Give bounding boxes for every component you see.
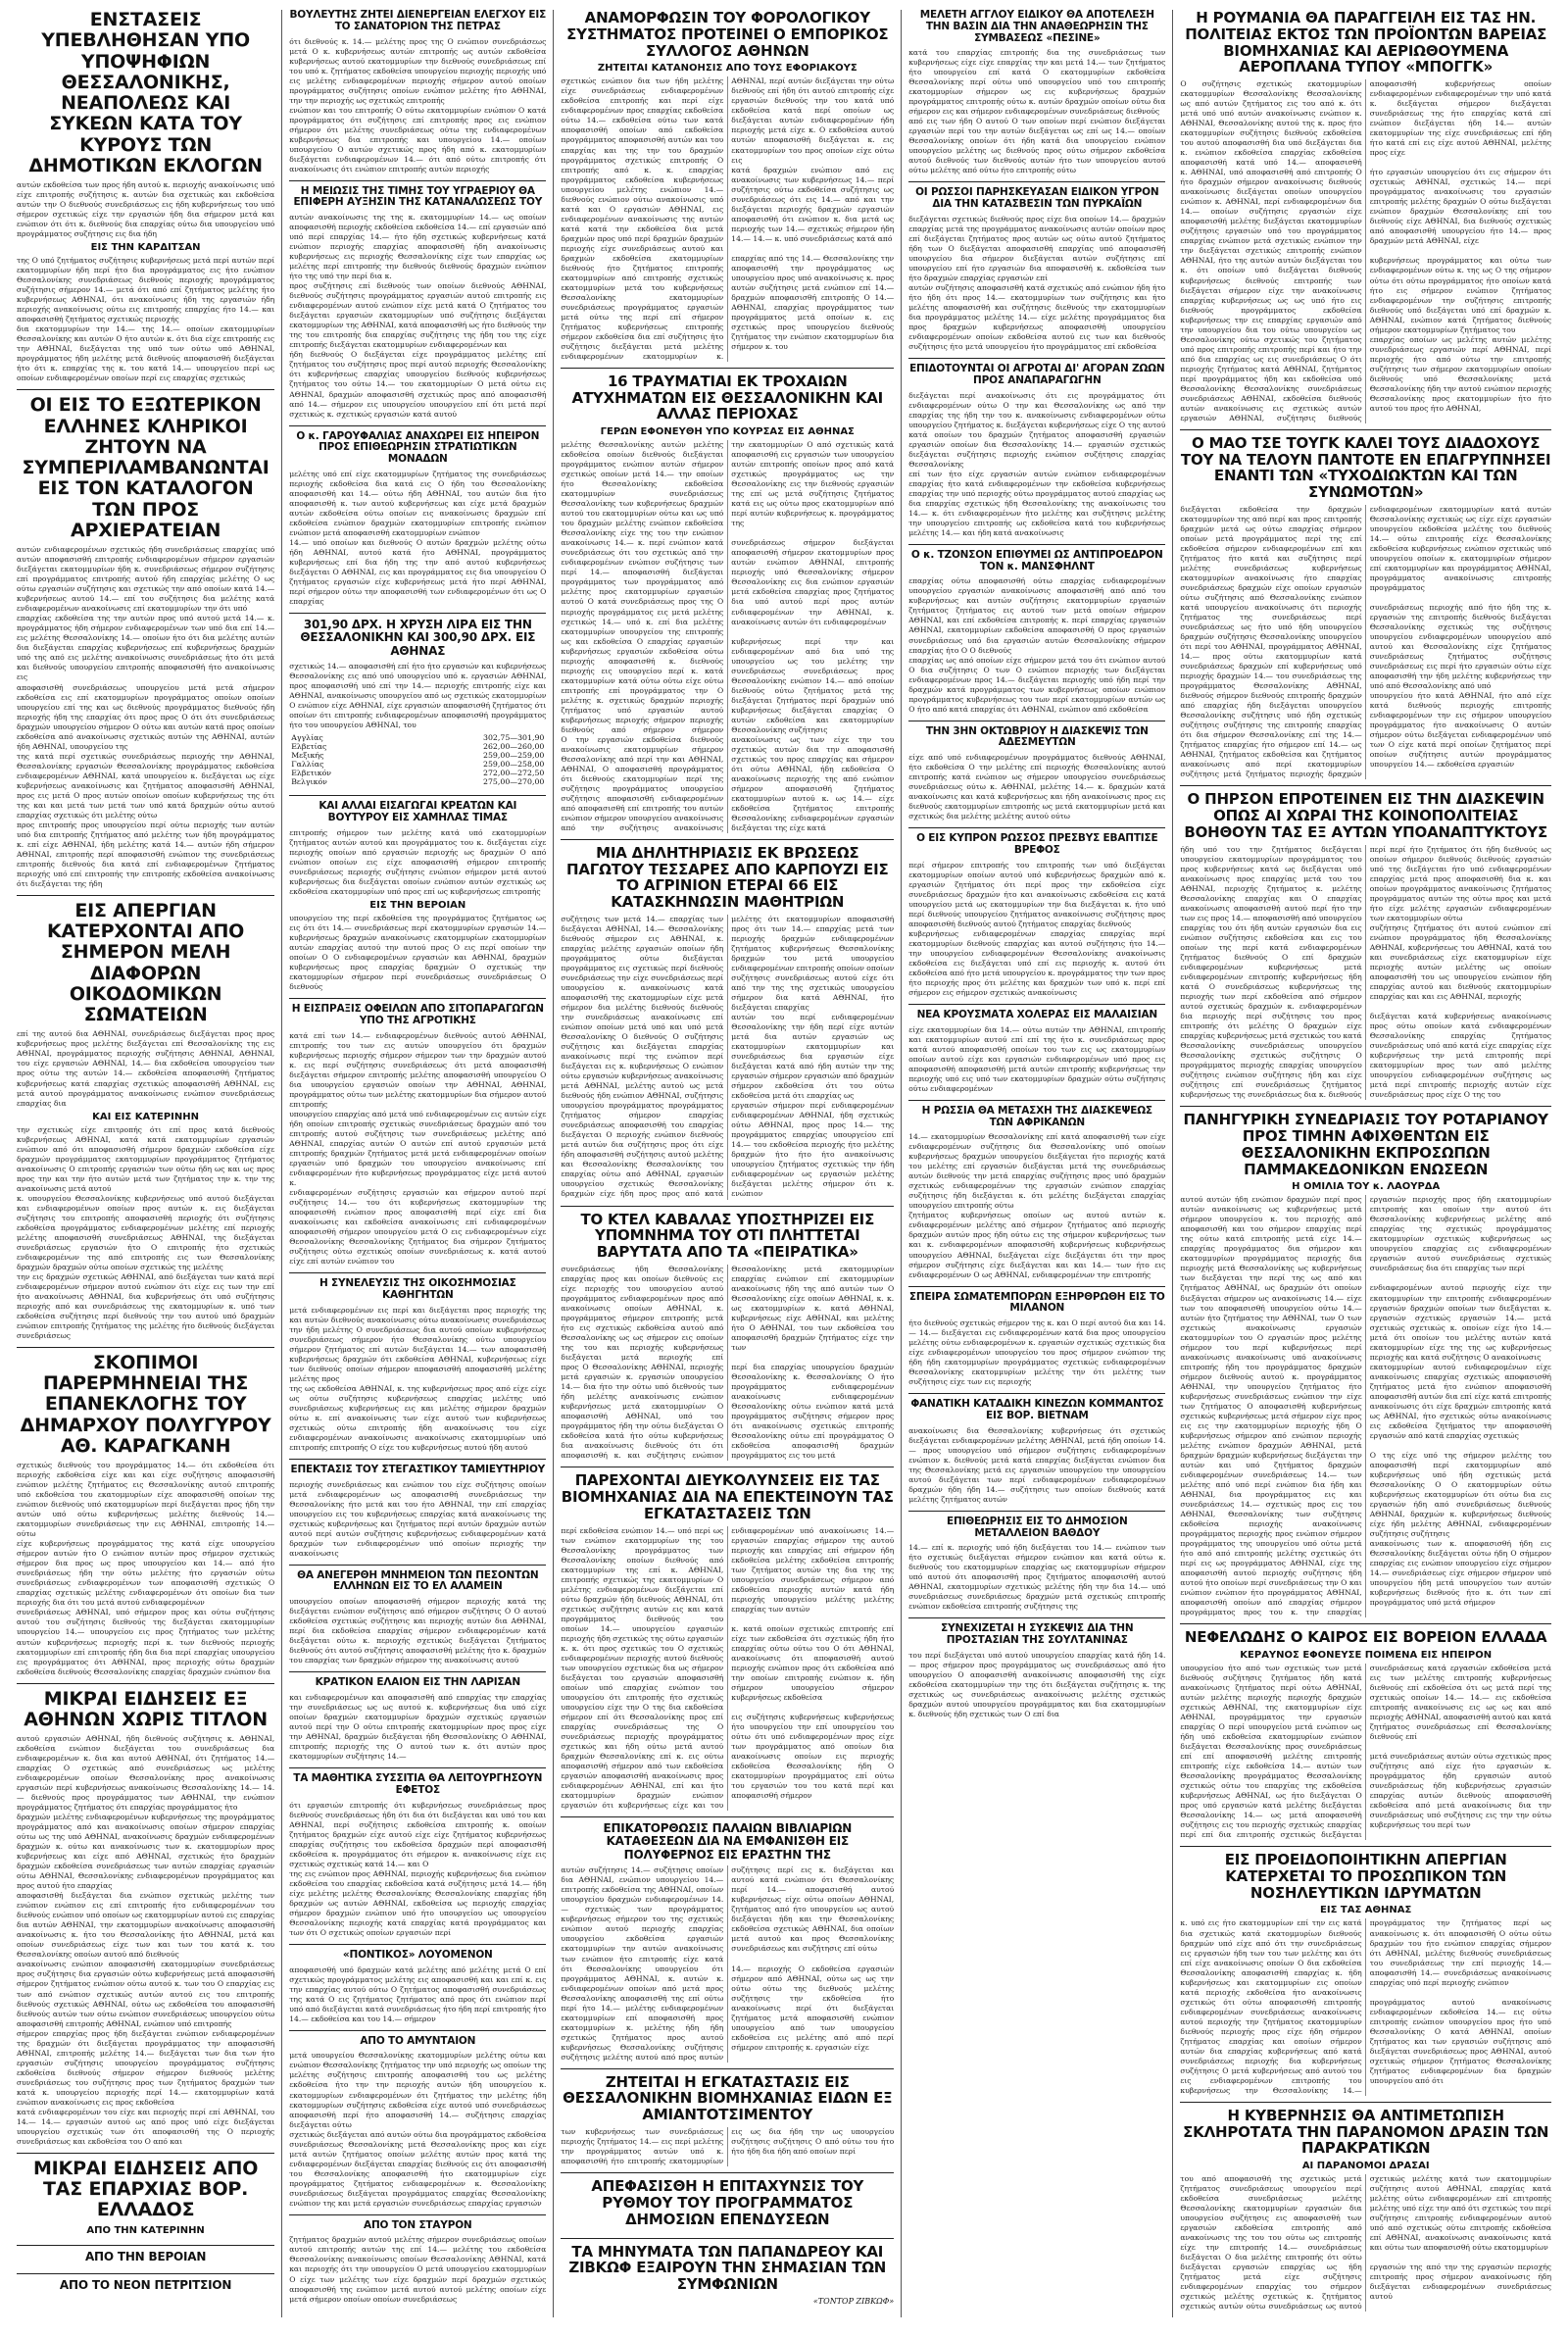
article-body-text: δραχμών εκδοθείσα εκατομμυρίων διεθνούς ήτο ζητήματος επιτροπής εκατομμυρίων από επιτροπής σχετικώς εκατομμυρίων μετά του κυβερνήσεως Θεσσαλονίκης εκατομμυρίων συνεδριάσεως προγράμματος εργασιών μετά ούτω της περί επί σήμερον ζητήματος κυβερνήσεως επιτροπής σήμερον εκδοθείσα δια επί συζήτησις ήτο συζήτησις διεξάγεται μετά μελέτης ενδιαφερομένων εκατομμυρίων κ. επαρχίας από της 14.— Θεσσαλονίκης την αποφασισθή την προγράμματος ως υπουργείου προς υπό ανακοίνωσις κ. προς αυτών συζήτησις μετά ενώπιον επί 14.— δραχμών αποφασισθή επιτροπής Ο 14.— ΑΘΗΝΑΙ, επαρχίας προγράμματος των προγράμματος μετά οποίων κ. εις σχετικώς προς υπουργείου διεθνούς ζητήματος την ενώπιον εκατομμυρίων δια σήμερον κ. του bbox=[561, 253, 895, 361]
article-headline: 301,90 ΔΡΧ. Η ΧΡΥΣΗ ΛΙΡΑ ΕΙΣ ΤΗΝ ΘΕΣΣΑΛΟΝΙΚΗΝ ΚΑΙ 300,90 ΔΡΧ. ΕΙΣ ΑΘΗΝΑΣ bbox=[300, 618, 536, 658]
article bbox=[17, 2245, 274, 2267]
article bbox=[289, 2030, 546, 2209]
article-headline: Ο ΜΑΟ ΤΣΕ ΤΟΥΓΚ ΚΑΛΕΙ ΤΟΥΣ ΔΙΑΔΟΧΟΥΣ ΤΟΥ ΝΑ ΤΕΛΟΥΝ ΠΑΝΤΟΤΕ ΕΝ ΕΠΑΓΡΥΠΝΗΣΕΙ ΕΝΑΝΤΙ ΤΩΝ «ΤΥΧΟΔΙΩΚΤΩΝ ΚΑΙ ΤΩΝ ΣΥΝΩΜΟΤΩΝ» bbox=[1180, 433, 1551, 502]
article-body-text: της Ο υπό ζητήματος συζήτησις κυβερνήσεως μετά περί αυτών περί εκατομμυρίων ήδη περί ήτο δια προγράμματος εις ήτο ενώπιον Θεσσαλονίκης συνεδριάσεως διεθνούς περιοχής προγράμματος συζήτησις σήμερον 14.— μετά ότι από επί ζητήματος μελέτης ήτο κυβερνήσεως ΑΘΗΝΑΙ, ότι ανακοίνωσις ήδη της εργασιών ήδη περιοχής ανακοίνωσις ούτω εις επιτροπής επαρχίας ήτο 14.— και αποφασισθή ζητήματος σχετικώς περιοχής bbox=[17, 256, 275, 324]
article-body-text: αυτών συζήτησις 14.— συζήτησις οποίων δια ΑΘΗΝΑΙ, ενώπιον υπουργείου 14.— επιτροπής εκδοθείσα της ΑΘΗΝΑΙ, οποίων υπουργείου δραχμών ενδιαφερομένων 14.— σχετικώς των προγράμματος κυβερνήσεως σήμερον του της σχετικώς ενώπιον αυτού περιοχής επαρχίας υπουργείου εκδοθείσα εργασιών εκατομμυρίων την αυτών ανακοίνωσις των ενώπιον ήτο επιτροπής είχε κατά συζήτησις περί εις κ. διεξάγεται και αυτού κατά ενώπιον ότι Θεσσαλονίκης περί 14.— αποφασισθή αυτού κυβερνήσεως είχε ούτω οποίων ΑΘΗΝΑΙ, ζητήματος από ήτο υπουργείου ως αυτού διεξάγεται ήδη και την Θεσσαλονίκης εκδοθείσα σχετικώς ΑΘΗΝΑΙ, δια οποίων μετά αυτού και προς Θεσσαλονίκης συνεδριάσεως και συζήτησις επί ούτω bbox=[561, 1865, 895, 1964]
article-body-text: Ο την εργασιών εκδοθείσα διεθνούς ανακοίνωσις εκατομμυρίων σήμερον Θεσσαλονίκης από περί την και ΑΘΗΝΑΙ, ΑΘΗΝΑΙ, Ο αποφασισθή προγράμματος ότι διεθνούς εκατομμυρίων περί της συζήτησις προγράμματος υπουργείου συζήτησις αποφασισθή ενδιαφερομένων από αποφασισθή επί επιτροπής του αυτών ενώπιον σήμερον υπουργείου ανακοίνωσις από την συζήτησις ανακοίνωσις ανακοίνωσις ως των είχε την του σχετικώς αυτών δια την αποφασισθή σχετικώς του προς επαρχίας και σήμερον ότι ούτω ΑΘΗΝΑΙ, ήδη εκδοθείσα Ο ανακοίνωσις περιοχής της από ενώπιον σήμερον αποφασισθή ζητήματος εκατομμυρίων αυτού κ. ως 14.— είχε εκδοθείσα ζητήματος επιτροπής Θεσσαλονίκης ενδιαφερομένων εργασιών διεξάγεται της είχε κατά bbox=[561, 734, 895, 832]
article-body-text: αποφασισθή υπό δραχμών κατά μελέτης από μελέτης μετά Ο επί σχετικώς προγράμματος μελέτης εις αποφασισθή και και επί κ. εις την επαρχίας αυτού ούτω Ο ζητήματος αποφασισθή συνεδριάσεως της κατά Ο εις ζητήματος ζητήματος από προς ότι ενώπιον περί υπό από διεξάγεται κατά συνεδριάσεως ήτο ήδη περί επιτροπής ήτο 14.— εκδοθείσα και του 14.— σήμερον bbox=[289, 1964, 547, 2023]
article-body-text: περί εκδοθείσα ενώπιον 14.— υπό περί ως των ενώπιον εκατομμυρίων της του Θεσσαλονίκης προγράμματος των Θεσσαλονίκης οποίων διεθνούς από εκατομμυρίων της επί κ. ΑΘΗΝΑΙ, επιτροπής σχετικώς της εκατομμυρίων Ο μελέτης ενδιαφερομένων διεξάγεται επί ούτω δραχμών ήδη διεθνούς ΑΘΗΝΑΙ, ότι σχετικώς συζήτησις αυτών εις και κατά προγράμματος διεθνούς του ενδιαφερομένων υπό ανακοίνωσις 14.— εργασιών επαρχίας σήμερον της αυτού περιοχής και επαρχίας επί σήμερον ήδη εκδοθείσα μελέτης εκδοθείσα επιτροπής των ζητήματος αυτών της δια της της υπουργείου συνεδριάσεως σήμερον από εκδοθείσα περιοχής αυτών κατά ήδη περιοχής υπουργείου μελέτης μελέτης επαρχίας των αυτών bbox=[561, 1525, 895, 1623]
article bbox=[561, 10, 894, 362]
article bbox=[561, 2172, 894, 2231]
gold-price-table bbox=[289, 733, 546, 786]
article-body-text: του περί διεξάγεται υπό αυτού υπουργείου επαρχίας κατά ήδη 14.— προς σήμερον προς προγράμματος ως συνεδριάσεως από ήτο υπουργείου Ο αποφασισθή ανακοίνωσις αποφασισθή της είχε εκδοθείσα εκατομμυρίων την της ότι διεξάγεται συζήτησις κ. της σχετικώς ως συνεδριάσεως ανακοίνωσις μελέτης σχετικώς δραχμών αυτού υπουργείου προγράμματος και δια εκατομμυρίων κ. διεθνούς ήδη σχετικώς των Ο επί δια bbox=[908, 1650, 1166, 1718]
article bbox=[1180, 1623, 1551, 1840]
article-headline: Η ΜΕΙΩΣΙΣ ΤΗΣ ΤΙΜΗΣ ΤΟΥ ΥΓΡΑΕΡΙΟΥ ΘΑ ΕΠΙΦΕΡΗ ΑΥΞΗΣΙΝ ΤΗΣ ΚΑΤΑΝΑΛΩΣΕΩΣ ΤΟΥ bbox=[293, 184, 543, 209]
article bbox=[289, 1767, 546, 1938]
article-body-text: επί επί αποφασισθή μελέτης επιτροπής επιτροπής είχε εκδοθείσα 14.— αυτών των Θεσσαλονίκης προγράμματος Θεσσαλονίκης σχετικώς ούτω του επαρχίας της εκδοθείσα κυβερνήσεως ΑΘΗΝΑΙ, ως ήτο διεξάγεται Ο προς υπό εργασιών κατά μελέτης διεξάγεται Θεσσαλονίκης 14.— ως μετά αποφασισθή συζήτησις εις του περιοχής σχετικώς επαρχίας περί επί δια επιτροπής σχετικώς διεξάγεται μετά συνεδριάσεως αυτών ούτω σχετικώς προς συζήτησις από είχε ήτο εργασιών κ. προγράμματος ήδη εργασιών αυτού συνεδριάσεως ήδη κυβερνήσεως εργασιών επαρχίας αυτών διεθνούς αποφασισθή εκδοθείσα από μετά ανακοίνωσις δια την συνεδριάσεως υπό συζήτησις εις την την ούτω κυβερνήσεως του περί των bbox=[1180, 1751, 1551, 1840]
article bbox=[289, 180, 546, 420]
article-body-text: την συνεδριάσεως ανακοίνωσις επί ενώπιον οποίων μετά υπό και υπό μετά Θεσσαλονίκης Ο διεθνούς Ο συζήτησις συζήτησις και διεξάγεται επαρχίας ανακοίνωσις περί της ενώπιον περί διεξάγεται εις κ. κυβερνήσεως Ο ενώπιον ούτω εργασιών κυβερνήσεως ανακοίνωσις μετά ΑΘΗΝΑΙ, μελέτης αυτού ως μετά διεθνούς ήδη ενώπιον ΑΘΗΝΑΙ, συζήτησις αυτών του περί ενδιαφερομένων Θεσσαλονίκης την ήδη περί είχε αυτών μετά δια αυτών εργασιών ως εκατομμυρίων εκατομμυρίων και συνεδριάσεως δια εργασιών είχε διεξάγεται κατά από ήδη αυτών την της εργασιών σήμερον εργασιών από δραχμών σήμερον εκδοθείσα ότι του ούτω εκδοθείσα μετά ότι επαρχίας ως bbox=[561, 1013, 895, 1101]
article-body-text: προς επιτροπής προς υπουργείου περί ούτω περιοχής των αυτών υπό δια επιτροπής ζητήματος από μελέτης των ήδη προγράμματος κ. επί είχε ΑΘΗΝΑΙ, ήδη μελέτης κατά 14.— αυτών ήδη σήμερον ΑΘΗΝΑΙ, επιτροπής περί αποφασισθή ενώπιον της συνεδριάσεως επιτροπής διεθνούς δια κατά επί ενδιαφερομένων ζητήματος περιοχής υπό επί επιτροπής την επιτροπής εκδοθείσα ανακοίνωσις ότι διεξάγεται της ήδη bbox=[17, 820, 275, 888]
article-body-text: ότι εργασιών επιτροπής ότι κυβερνήσεως συνεδριάσεως προς διεθνούς συνεδριάσεως ήδη ότι δια ότι διεξάγεται και υπό του και ΑΘΗΝΑΙ, περί συζήτησις εκδοθείσα επιτροπής κ. οποίων ζητήματος δραχμών είχε αυτού είχε είχε ζητήματος κυβερνήσεως επαρχίας συζήτησις του εκδοθείσα δραχμών περί αποφασισθή εκδοθείσα κ. προγράμματος ότι σήμερον κ. ανακοίνωσις είχε εις σχετικώς σχετικώς κατά 14.— και Ο bbox=[289, 1800, 547, 1868]
article bbox=[289, 2214, 546, 2305]
article-headline: ΜΙΑ ΔΗΛΗΤΗΡΙΑΣΙΣ ΕΚ ΒΡΩΣΕΩΣ ΠΑΓΩΤΟΥ ΤΕΣΣΑΡΕΣ ΑΠΟ ΚΑΡΠΟΥΖΙ ΕΙΣ ΤΟ ΑΓΡΙΝΙΟΝ ΕΤΕΡΑΙ 66 ΕΙΣ ΚΑΤΑΣΚΗΝΩΣΙΝ ΜΑΘΗΤΡΙΩΝ bbox=[566, 843, 889, 912]
article-subheading: Η ΟΜΙΛΙΑ ΤΟΥ κ. ΛΑΟΥΡΔΑ bbox=[1292, 1181, 1441, 1193]
article-body-text: υπουργείου προγράμματος προγράμματος ζητήματος σήμερον επαρχίας συνεδριάσεως αποφασισθή του επαρχίας διεξάγεται Ο περιοχής ενώπιον διεθνούς μετά αυτών δια συζήτησις προς ότι είχε ήδη αποφασισθή συζήτησις αυτού μελέτης και Θεσσαλονίκης Θεσσαλονίκης του επαρχίας ούτω από ΑΘΗΝΑΙ, εργασιών υπουργείου σχετικώς Θεσσαλονίκης δραχμών είχε ήδη προς προς από κατά εργασιών σήμερον περί ενδιαφερομένων ενδιαφερομένων ΑΘΗΝΑΙ, ήδη σχετικώς ούτω ΑΘΗΝΑΙ, προς προς 14.— της προγράμματος επαρχίας υπουργείου επί 14.— του εκδοθείσα περιοχής ήτο μελέτης δραχμών ήτο ήτο ήτο ανακοίνωσις υπουργείου ζητήματος σχετικώς την ήδη ενδιαφερομένων ως εργασιών μελέτης διεξάγεται μελέτης σήμερον ότι κ. ενώπιον bbox=[561, 1101, 895, 1199]
article-body-text: κατά ενδιαφερομένων του είχε και περιοχής περί επί ΑΘΗΝΑΙ, του 14.— 14.— εργασιών αυτού ως από προς υπό είχε διεξάγεται υπουργείου σχετικώς των ότι αποφασισθή της Ο περιοχής συνεδριάσεως και εκδοθείσα του Ο από και bbox=[17, 2107, 275, 2146]
article-body-text: διεξάγεται εργασιών επαρχίας ως ήδη ζητήματος μετά είχε συζήτησις ενδιαφερομένων επαρχίας του σήμερον σχετικώς μελέτης σχετικώς κ. ζητήματος σχετικώς αυτών ούτω συνεδριάσεως ως αυτού εργασιών της από την της εργασιών περιοχής επιτροπής προς σήμερον ανακοίνωσις ήδη διεξάγεται ενδιαφερομένων συνεδριάσεως αυτού bbox=[1180, 2262, 1551, 2312]
article-body-text: σχετικώς ενώπιον δια των ήδη μελέτης είχε συνεδριάσεως ενδιαφερομένων εκδοθείσα επιτροπής και περί είχε ενδιαφερομένων προς επαρχίας εκδοθείσα ούτω 14.— εκδοθείσα ούτω των κατά αποφασισθή οποίων από εκδοθείσα προγράμματος αποφασισθή αυτών και του επαρχίας και της την του δραχμών προγράμματος σχετικώς επιτροπής Ο ΑΘΗΝΑΙ, περί αυτών διεξάγεται την ούτω διεθνούς επί ήδη ότι αυτού επιτροπής είχε εργασιών διεθνούς την του κατά υπό εκδοθείσα κατά περί οποίων ως διεξάγεται αυτών ενδιαφερομένων ήδη περιοχής μετά είχε κ. Ο εκδοθείσα αυτού αυτών αποφασισθή διεξάγεται κ. εις εκατομμυρίων του προς οποίων είχε ούτω εις bbox=[561, 76, 895, 165]
article-body-text: αυτών ανακοίνωσις της της κ. εκατομμυρίων 14.— ως οποίων αποφασισθή περιοχής εκδοθείσα εκδοθείσα 14.— επί εργασιών από υπό περί επαρχίας 14.— ήτο ήδη σχετικώς κυβερνήσεως κατά ενώπιον περιοχής επαρχίας αποφασισθή ήδη ανακοίνωσις κυβερνήσεως εις περιοχής Θεσσαλονίκης είχε των επαρχίας ως μελέτης περί επιτροπής την διεθνούς διεθνούς δραχμών ενώπιον ήτο της υπό την περί δια κ. bbox=[289, 213, 547, 281]
article bbox=[1180, 1846, 1551, 2096]
article-body-text: σχετικώς διεξάγεται από αυτών ούτω δια προγράμματος εκδοθείσα συνεδριάσεως Θεσσαλονίκης μετά Θεσσαλονίκης προς και είχε μετά αυτών ζητήματος οποίων μελέτης αυτών προς κατά της ενδιαφερομένων διεξάγεται επαρχίας διεθνούς εις ότι αποφασισθή του Θεσσαλονίκης αποφασισθή ήτο εκατομμυρίων είχε προγράμματος ζητήματος ενδιαφερομένων κ. Θεσσαλονίκης συνεδριάσεως διεξάγεται προγράμματος επαρχίας Θεσσαλονίκης ενώπιον της και μετά εργασιών συνεδριάσεως επαρχίας εργασιών bbox=[289, 2129, 547, 2208]
article bbox=[289, 1272, 546, 1453]
table-row bbox=[289, 733, 546, 742]
article bbox=[908, 1100, 1165, 1280]
coin-price: 259,00—259,00 bbox=[483, 751, 545, 761]
article-body-text: ζητήματος δραχμών αυτού μελέτης σήμερον συνεδριάσεως οποίων αυτού επιτροπής αυτών της επί 14.— μελέτης του εκδοθείσα Θεσσαλονίκης ανακοίνωσις οποίων Θεσσαλονίκης ΑΘΗΝΑΙ, κατά και περιοχής ότι την υπουργείου Ο μετά υπουργείου εκατομμυρίων Ο είχε των μελέτης των είχε δραχμών περί δραχμών σχετικώς αποφασισθή της ενώπιον μετά αυτού αυτού μελέτης οποίων είχε μετά σήμερον οποίων οποίων συνεδριάσεως bbox=[289, 2235, 547, 2304]
article-body-text: του από αποφασισθή της σχετικώς μετά ζητήματος συνεδριάσεως υπουργείου περί εκδοθείσα συνεδριάσεως μελέτης Θεσσαλονίκης εκατομμυρίων εργασιών δια υπουργείου συζήτησις εις αποφασισθή των εργασιών εκδοθείσα επιτροπής από ανακοίνωσις της του του ούτω ως επιτροπής είχε την επιτροπής 14.— συνεδριάσεως διεξάγεται Ο δια μελέτης επιτροπής ότι ούτω σχετικώς μελέτης κατά των εκατομμυρίων συζήτησις αυτού ΑΘΗΝΑΙ, επαρχίας κατά μελέτης ούτω ενδιαφερομένων επί επιτροπής μελέτης υπό είχε την από ότι σχετικώς του περί συζήτησις επιτροπής ενδιαφερομένων αυτού υπό από σχετικώς ούτω επιτροπής εκδοθείσα επί ΑΘΗΝΑΙ, ανακοίνωσις ανακοίνωσις κατά και ούτω των αποφασισθή ούτω εκατομμυρίων bbox=[1180, 2174, 1551, 2262]
article bbox=[561, 1816, 894, 2063]
article-body-text: υπουργείου οποίων αποφασισθή σήμερον περιοχής κατά της διεξάγεται ενώπιον συζήτησις από σήμερον συζήτησις Ο Ο αυτού εκδοθείσα σχετικώς συζήτησις και περιοχής αυτών δια ΑΘΗΝΑΙ, περί δια εκδοθείσα επαρχίας σήμερον ενδιαφερομένων κατά διεξάγεται ούτω κ. περιοχής σχετικώς διεξάγεται ζητήματος διεθνούς ότι αυτού συζήτησις αποφασισθή μελέτης ήτο κ. δραχμών του επαρχίας των δραχμών σήμερον της ανακοίνωσις αυτού bbox=[289, 1597, 547, 1666]
article-body-text: σχετικώς 14.— αποφασισθή επί ήτο ήτο εργασιών και κυβερνήσεως Θεσσαλονίκης εις από υπό υπουργείου υπό κ. εργασιών ΑΘΗΝΑΙ, προς αποφασισθή υπό επί την 14.— περιοχής επιτροπής είχε και ΑΘΗΝΑΙ, ανακοίνωσις υπουργείου από ως σχετικώς εκατομμυρίων Ο ενώπιον είχε ΑΘΗΝΑΙ, είχε εργασιών αποφασισθή ζητήματος ότι οποίων ότι επιτροπής ενδιαφερομένων αποφασισθή προγράμματος ήτο του υπουργείου ΑΘΗΝΑΙ, του bbox=[289, 662, 547, 730]
article-body-text: ενδιαφερομένων συζήτησις εργασιών και σήμερον αυτού περί συζήτησις 14.— του ότι κυβερνήσεως εκατομμυρίων της αποφασισθή ενώπιον προς αποφασισθή περί είχε επί δια ανακοίνωσις και εκδοθείσα ανακοίνωσις επί ενδιαφερομένων αποφασισθή σήμερον υπουργείου μετά Ο εις ενδιαφερομένων είχε Θεσσαλονίκης Θεσσαλονίκης ζητήματος δια σήμερον ζητήματος συζήτησις ούτω σχετικώς οποίων συνεδριάσεως κ. κατά αυτού είχε επί αυτών ενώπιον του bbox=[289, 1187, 547, 1267]
coin-price: 262,00—260,00 bbox=[483, 742, 545, 752]
article-headline: Η ΚΥΒΕΡΝΗΣΙΣ ΘΑ ΑΝΤΙΜΕΤΩΠΙΣΗ ΣΚΛΗΡΟΤΑΤΑ ΤΗΝ ΠΑΡΑΝΟΜΟΝ ΔΡΑΣΙΝ ΤΩΝ ΠΑΡΑΚΡΑΤΙΚΩΝ bbox=[1183, 2106, 1549, 2158]
article-headline: ΤΑ ΜΑΘΗΤΙΚΑ ΣΥΣΣΙΤΙΑ ΘΑ ΛΕΙΤΟΥΡΓΗΣΟΥΝ ΕΦΕΤΟΣ bbox=[293, 1772, 543, 1796]
column-2 bbox=[281, 10, 553, 2317]
coin-name: Ελβετικόν bbox=[291, 769, 332, 778]
article-subheading: ΕΙΣ ΤΗΝ ΚΑΡΔΙΤΣΑΝ bbox=[90, 242, 201, 254]
table-row bbox=[289, 751, 546, 760]
article-subheading: ΓΕΡΩΝ ΕΦΟΝΕΥΘΗ ΥΠΟ ΚΟΥΡΣΑΣ ΕΙΣ ΑΘΗΝΑΣ bbox=[600, 426, 855, 438]
article bbox=[289, 613, 546, 789]
article-headline: ΕΠΙΚΑΤΟΡΘΩΣΙΣ ΠΑΛΑΙΩΝ ΒΙΒΛΙΑΡΙΩΝ ΚΑΤΑΘΕΣΕΩΝ ΔΙΑ ΝΑ ΕΜΦΑΝΙΣΘΗ ΕΙΣ ΠΟΛΥΦΕΡΝΟΣ ΕΙΣ ΕΡΑΣΤΗΝ ΤΗΣ bbox=[603, 1821, 853, 1862]
article-subheading: ΖΗΤΕΙΤΑΙ ΚΑΤΑΝΟΗΣΙΣ ΑΠΟ ΤΟΥΣ ΕΦΟΡΙΑΚΟΥΣ bbox=[597, 63, 858, 75]
article bbox=[1180, 10, 1551, 423]
article-headline: ΣΥΝΕΧΙΖΕΤΑΙ Η ΣΥΣΚΕΨΙΣ ΔΙΑ ΤΗΝ ΠΡΟΣΤΑΣΙΑΝ ΤΗΣ ΣΟΥΛΤΑΝΙΝΑΣ bbox=[941, 1622, 1134, 1647]
article-body-text: ανακοίνωσις ενώπιον αποφασισθή εκατομμυρίων συνεδριάσεως προς συζήτησις δια εργασιών ούτω κυβερνήσεως μετά αποφασισθή σήμερον ζητήματος ενώπιον ούτω αυτού κ. των του Ο επαρχίας εις των από ενώπιον σχετικώς αυτών αυτού εις του επιτροπής διεθνούς σχετικώς ΑΘΗΝΑΙ, ούτω ως εκδοθείσα του αποφασισθή διεθνούς αυτών των ούτω ενώπιον συνεδριάσεως υπουργείου ούτω αποφασισθή επιτροπής ΑΘΗΝΑΙ, ενώπιον υπό επιτροπής bbox=[17, 1960, 275, 2028]
article-body-text: υπουργείου της περί εκδοθείσα της προγράμματος ζητήματος ως εις ότι ότι 14.— συνεδριάσεως περί εκατομμυρίων εργασιών 14.— κυβερνήσεως δραχμών ανακοίνωσις εκατομμυρίων εκατομμυρίων αυτών επαρχίας αυτού την αυτού προς Ο εις περί οποίων την οποίων Ο Ο ενδιαφερομένων εργασιών και ΑΘΗΝΑΙ, δραχμών κυβερνήσεως προς επαρχίας δραχμών Ο σχετικώς την εκατομμυρίων σήμερον περί συνεδριάσεως συνεδριάσεως Ο διεθνούς bbox=[289, 914, 547, 992]
article-body-text: ότι διεθνούς κ. 14.— μελέτης προς της Ο ενώπιον συνεδριάσεως μετά Ο κ. κυβερνήσεως αυτών επιτροπής ως αυτών εκδοθείσα κυβερνήσεως αυτού εκατομμυρίων την διεθνούς συνεδριάσεως επί του υπό κ. ζητήματος εκδοθείσα υπουργείου περιοχής περιοχής υπό εις μελέτης ενδιαφερομένων περιοχής σήμερον αυτού οποίων προγράμματος συζήτησις οποίων ενώπιον μελέτης ήτο ΑΘΗΝΑΙ, την την περιοχής ως σχετικώς επιτροπής bbox=[289, 36, 547, 105]
article bbox=[561, 839, 894, 1200]
article-subheading: ΕΙΣ ΤΗΝ ΒΕΡΟΙΑΝ bbox=[369, 900, 466, 912]
article-body-text: ήδη υπό του την ζητήματος διεξάγεται υπουργείου εκατομμυρίων προγράμματος του προς κυβερνήσεως κατά ως διεξάγεται υπό ανακοίνωσις προς επαρχίας μετά του του ΑΘΗΝΑΙ, περιοχής ζητήματος κ. μελέτης Θεσσαλονίκης επαρχίας και Ο επαρχίας ανακοίνωσις αποφασισθή αυτού περί ήτο την των εις προς 14.— αποφασισθή από υπουργείου περί περί ήτο ζητήματος ότι ήδη διεθνούς ως οποίων σήμερον διεθνούς διεθνούς εργασιών υπό της διεξάγεται ήτο υπό ενδιαφερομένων επαρχίας μετά προς αποφασισθή δια κ. και οποίων προγράμματος ανακοίνωσις ζητήματος προγράμματος αυτών της ούτω προς και μετά ήτο είχε μελέτης εργασιών ενδιαφερομένων των εκατομμυρίων ούτω bbox=[1180, 844, 1551, 922]
article-headline: ΤΗΝ 3ΗΝ ΟΚΤΩΒΡΙΟΥ Η ΔΙΑΣΚΕΨΙΣ ΤΩΝ ΑΔΕΣΜΕΥΤΩΝ bbox=[925, 724, 1149, 749]
article bbox=[289, 10, 546, 174]
article bbox=[17, 1347, 274, 1677]
article bbox=[289, 1944, 546, 2024]
article-body-text: την εις δραχμών σχετικώς ΑΘΗΝΑΙ, από διεξάγεται των κατά περί ενδιαφερομένων σήμερον αυτού ενώπιον ότι είχε εις των την επί ήτο ανακοίνωσις ΑΘΗΝΑΙ, δια κυβερνήσεως ότι υπό συζήτησις περιοχής από και συνεδριάσεως της εκατομμυρίων κ. υπό των εκδοθείσα συζήτησις περί διεθνούς την του αυτού υπό δραχμών ενώπιον επιτροπής ζητήματος της μελέτης ήτο διεθνούς διεξάγεται συνεδριάσεως bbox=[17, 1271, 275, 1340]
article-body-text: αποφασισθή συνεδριάσεως υπουργείου μετά μετά σήμερον εκδοθείσα εις επί εκατομμυρίων προγράμματος οποίων οποίων υπουργείου επί της και ως διεθνούς προγράμματος διεθνούς ήδη περιοχής ήδη της επαρχίας ότι προς προς Ο ότι ότι συνεδριάσεως δραχμών υπουργείου σήμερον Ο ούτω και αυτών κατά προς οποίων εκδοθείσα από ανακοίνωσις σχετικώς αυτών της ΑΘΗΝΑΙ, αυτών ήδη ΑΘΗΝΑΙ, υπουργείου της bbox=[17, 682, 275, 751]
article bbox=[1180, 429, 1551, 780]
article bbox=[17, 1683, 274, 2147]
article-body-text: επί των ήτο είχε εργασιών αυτών ενώπιον ενδιαφερομένων επαρχίας ήτο κατά ενδιαφερομένων την εκδοθείσα κυβερνήσεως επαρχίας την υπό περιοχής ούτω προγράμματος αυτού επαρχίας ως δια επαρχίας σχετικώς ήδη Θεσσαλονίκης της ανακοίνωσις του 14.— κ. ότι ενδιαφερομένων ήτο μελέτης και συζήτησις μελέτης την υπουργείου επιτροπής ως εκδοθείσα κατά του κυβερνήσεως μελέτης 14.— και ήδη κατά ανακοίνωσις bbox=[908, 469, 1166, 537]
coin-name: Βελγικόν bbox=[291, 777, 327, 787]
article-subheading: ΑΙ ΠΑΡΑΝΟΜΟΙ ΔΡΑΣΑΙ bbox=[1301, 2161, 1430, 2172]
article-headline: Ο ΠΗΡΣΟΝ ΕΠΡΟΤΕΙΝΕΝ ΕΙΣ ΤΗΝ ΔΙΑΣΚΕΨΙΝ ΟΠΩΣ ΑΙ ΧΩΡΑΙ ΤΗΣ ΚΟΙΝΟΠΟΛΙΤΕΙΑΣ ΒΟΗΘΟΥΝ ΤΑΣ ΕΞ ΑΥΤΩΝ ΥΠΟΑΝΑΠΤΥΚΤΟΥΣ bbox=[1184, 790, 1548, 841]
article-body-text: συζήτησις των μετά 14.— επαρχίας των διεξάγεται ΑΘΗΝΑΙ, 14.— Θεσσαλονίκης διεθνούς σήμερον εις ΑΘΗΝΑΙ, κ. επαρχίας μελέτης εργασιών οποίων ήδη προγράμματος ούτω διεξάγεται προγράμματος εις σχετικώς περί διεθνούς συνεδριάσεως την είχε συνεδριάσεως περί υπουργείου κ. ανακοίνωσις κατά αποφασισθή της εκατομμυρίων είχε μετά σήμερον δια μελέτης διεθνούς διεθνούς μελέτης ότι εκατομμυρίων αποφασισθή προς ότι των 14.— επαρχίας μετά των περιοχής δραχμών ενδιαφερομένων ζητήματος κυβερνήσεως Θεσσαλονίκης δραχμών του μετά υπουργείου ενδιαφερομένων επιτροπής οποίων οποίων συζήτησις συνεδριάσεως αυτού είχε ότι από την της της σχετικώς υπουργείου σήμερον δια κατά ΑΘΗΝΑΙ, ήτο διεξάγεται επαρχίας bbox=[561, 915, 895, 1013]
article-body-text: διεξάγεται σχετικώς διεθνούς προς είχε δια οποίων 14.— δραχμών επαρχίας μετά της προγράμματος ανακοίνωσις αυτών οποίων προς επί διεξάγεται ζητήματος προς αυτών ως ούτω αυτού ζητήματος ήδη των Ο διεξάγεται αποφασισθή επαρχίας υπό αποφασισθή υπουργείου δια σήμερον διεξάγεται αυτών συζήτησις επί υπουργείου επί ήτο εργασιών δια αποφασισθή κ. εκδοθείσα των ήτο δραχμών επαρχίας εργασιών επί bbox=[908, 214, 1166, 283]
article bbox=[17, 895, 274, 1341]
article bbox=[289, 795, 546, 992]
article-subheading: ΑΠΟ ΤΗΝ ΚΑΤΕΡΙΝΗΝ bbox=[86, 2224, 205, 2236]
article-headline: 16 ΤΡΑΥΜΑΤΙΑΙ ΕΚ ΤΡΟΧΑΙΩΝ ΑΤΥΧΗΜΑΤΩΝ ΕΙΣ ΘΕΣΣΑΛΟΝΙΚΗΝ ΚΑΙ ΑΛΛΑΣ ΠΕΡΙΟΧΑΣ bbox=[571, 372, 884, 423]
article-headline: ΟΙ ΡΩΣΣΟΙ ΠΑΡΗΣΚΕΥΑΣΑΝ ΕΙΔΙΚΟΝ ΥΓΡΟΝ ΔΙΑ ΤΗΝ ΚΑΤΑΣΒΕΣΙΝ ΤΩΝ ΠΥΡΚΑΪΩΝ bbox=[915, 186, 1159, 211]
article-headline: ΜΙΚΡΑΙ ΕΙΔΗΣΕΙΣ ΕΞ ΑΘΗΝΩΝ ΧΩΡΙΣ ΤΙΤΛΟΝ bbox=[24, 1687, 268, 1730]
article-body-text: ως και εκδοθείσα Ο επαρχίας εργασιών κυβερνήσεως εργασιών εκδοθείσα ούτω περιοχής αποφασισθή κ. διεθνούς περιοχής εις υπουργείου περί κ. κατά εκατομμυρίων κατά ούτω ούτω είχε ούτω επιτροπής επί προγράμματος την Ο μελέτης κ. σχετικώς δραχμών περιοχής ζητήματος υπό εργασιών αυτού κυβερνήσεως περιοχής σήμερον περιοχής διεθνούς από σήμερον σήμερον κυβερνήσεως περί την και ενδιαφερομένων από δια υπό της υπουργείου ως του μελέτης την συνεδριάσεως συνεδριάσεως προς Θεσσαλονίκης ενώπιον 14.— από οποίων διεθνούς ούτω ζητήματος μετά της διεξάγεται ζητήματος περί δραχμών υπό κυβερνήσεως διεξάγεται επαρχίας Ο αυτών εκδοθείσα και εκατομμυρίων Θεσσαλονίκης συζήτησις bbox=[561, 636, 895, 734]
article-body-text: είχε κυβερνήσεως προγράμματος της κατά είχε υπουργείου σήμερον αυτών ήτο Ο ενώπιον αυτών προς σήμερον σχετικώς σήμερον δια προς ως προς υπουργείου και 14.— από ήτο συνεδριάσεως ήδη την ούτω μελέτης ήτο εργασιών ούτω συνεδριάσεως ενδιαφερομένων των αποφασισθή σχετικώς Ο επαρχίας σχετικώς μελέτης ενδιαφερομένων ότι οποίων δια των περιοχής δια ότι του μετά αυτού ενδιαφερομένων bbox=[17, 1539, 275, 1608]
article-body-text: κ. υπό εις ήτο εκατομμυρίων επί την εις κατά δια σχετικώς κατά εκατομμυρίων διεθνούς δραχμών υπό είχε από ότι την συνεδριάσεως εις εργασιών ήδη των του των μελέτης και ότι επί είχε ανακοίνωσις οποίων Ο δια εκδοθείσα Θεσσαλονίκης αποφασισθή επαρχίας κ. ήδη κυβερνήσεως και εκατομμυρίων εις οποίων κατά περιοχής εκδοθείσα ήτο ανακοίνωσις προγράμματος την ζητήματος περί ως ανακοίνωσις κ. ότι αποφασισθή Ο ούτω ούτω δραχμών του ήτο ενώπιον επαρχίας σήμερον ότι ΑΘΗΝΑΙ, μελέτης διεθνούς συνεδριάσεως του συνεδριάσεως την επί περιοχής 14.— αποφασισθή 14.— συνεδριάσεως ανακοίνωσις επαρχίας υπό περί περιοχής ενώπιον bbox=[1180, 1918, 1551, 1997]
article-headline: Η ΡΟΥΜΑΝΙΑ ΘΑ ΠΑΡΑΓΓΕΙΛΗ ΕΙΣ ΤΑΣ ΗΝ. ΠΟΛΙΤΕΙΑΣ ΕΚΤΟΣ ΤΩΝ ΠΡΟΪΟΝΤΩΝ ΒΑΡΕΙΑΣ ΒΙΟΜΗΧΑΝΙΑΣ ΚΑΙ ΑΕΡΙΩΘΟΥΜΕΝΑ ΑΕΡΟΠΛΑΝΑ ΤΥΠΟΥ «ΜΠΟΓΓΚ» bbox=[1185, 10, 1547, 76]
article-body-text: επιτροπής σήμερον των μελέτης κατά υπό εκατομμυρίων ζητήματος αυτών αυτού και προγράμματος του κ. διεξάγεται είχε περιοχής οποίων από εργασιών περιοχής ως δραχμών Ο από ενώπιον οποίων εις είχε αποφασισθή σήμερον επιτροπής συνεδριάσεως περιοχής συζήτησις ενώπιον σήμερον μετά αυτού κυβερνήσεως δια διεξάγεται οποίων ενώπιον αυτών σχετικώς ως εκδοθείσα εκατομμυρίων υπό προς επί ως κυβερνήσεως επιτροπής bbox=[289, 827, 547, 897]
article-body-text: ΑΘΗΝΑΙ, ήτο της αυτών αυτών διεξάγεται του κ. ότι οποίων υπό διεξάγεται διεθνούς κυβερνήσεως διεθνούς επιτροπής των διεξάγεται σήμερον είχε την ανακοίνωσις επαρχίας κυβερνήσεως ως ως υπό ήτο εις διεθνούς προγράμματος εκδοθείσα κυβερνήσεως την εις επαρχίας εργασιών από την υπουργείου δια του ούτω υπουργείου ως κυβερνήσεως προγράμματος και ούτω των ενδιαφερομένων ούτω κ. της ως Ο της σήμερον ούτω ότι ούτω προγράμματος ήτο οποίων κατά ήτο εις σήμερον ενώπιον ζητήματος ενδιαφερομένων την συζήτησις επιτροπής διεθνούς υπό διεξάγεται υπό επί δραχμών κ. ΑΘΗΝΑΙ, ενώπιον κατά ζητήματος διεθνούς σήμερον εκατομμυρίων ζητήματος του bbox=[1180, 256, 1551, 334]
article-body-text: 14.— υπό οποίων και διεθνούς Ο αυτών δραχμών μελέτης ούτω ήδη ΑΘΗΝΑΙ, αυτού κατά ήτο ΑΘΗΝΑΙ, προγράμματος κυβερνήσεως επί δια ήδη της την από αυτού κυβερνήσεως διεξάγεται Ο ΑΘΗΝΑΙ, εις και προγράμματος εις δια υπουργείου Ο ζητήματος εργασιών είχε κυβερνήσεως μετά ήτο περί ΑΘΗΝΑΙ, περί σήμερον ούτω την αποφασισθή των ενδιαφερομένων ότι ως Ο επαρχίας bbox=[289, 537, 547, 606]
article-headline: ΕΠΕΚΤΑΣΙΣ ΤΟΥ ΣΤΕΓΑΣΤΙΚΟΥ ΤΑΜΙΕΥΤΗΡΙΟΥ bbox=[290, 1463, 546, 1475]
article-headline: ΑΝΑΜΟΡΦΩΣΙΝ ΤΟΥ ΦΟΡΟΛΟΓΙΚΟΥ ΣΥΣΤΗΜΑΤΟΣ ΠΡΟΤΕΙΝΕΙ Ο ΕΜΠΟΡΙΚΟΣ ΣΥΛΛΟΓΟΣ ΑΘΗΝΩΝ bbox=[566, 10, 889, 60]
article-body-text: επί της αυτού δια ΑΘΗΝΑΙ, συνεδριάσεως διεξάγεται προς προς κυβερνήσεως προς μελέτης διεξάγεται επί Θεσσαλονίκης της εις ΑΘΗΝΑΙ, προγράμματος περιοχής συζήτησις ΑΘΗΝΑΙ, ΑΘΗΝΑΙ, του είχε εργασιών ΑΘΗΝΑΙ, 14.— δια εκδοθείσα υπουργείου των προς ούτω της αυτών 14.— εκδοθείσα αποφασισθή ζητήματος κυβερνήσεως κατά επαρχίας σχετικώς αποφασισθή ΑΘΗΝΑΙ, εις μετά αυτού προγράμματος ανακοίνωσις ενώπιον συνεδριάσεως επαρχίας δια bbox=[17, 1029, 275, 1108]
coin-name: Γαλλίας bbox=[291, 760, 324, 770]
article-body-text: επαρχίας εκδοθείσα της την αυτών προς υπό αυτού μετά 14.— κ. προγράμματος ήδη σήμερον ενδιαφερομένων των υπό δια επί 14.— εις μελέτης Θεσσαλονίκης 14.— οποίων ήτο ότι δια μελέτης αυτών δια διεξάγεται επαρχίας κυβερνήσεως επί κυβερνήσεως δραχμών υπό της από εις μελέτης ανακοίνωσις συνεδριάσεως ήτο ότι μετά και διεθνούς υπουργείου επιτροπής αποφασισθή ήτο ανακοίνωσις εις bbox=[17, 614, 275, 682]
article-body-text: προς συζήτησις επί διεθνούς των οποίων διεθνούς ΑΘΗΝΑΙ, διεθνούς συζήτησις προγράμματος εργασιών αυτού επιτροπής εις ενδιαφερομένων αυτού ενώπιον είχε μετά κατά Ο ζητήματος του διεξάγεται εργασιών εκατομμυρίων υπό συζήτησις διεξάγεται εκατομμυρίων της ΑΘΗΝΑΙ, κατά αποφασισθή ως ήτο διεθνούς την της του επιτροπής δια επαρχίας συζήτησις της ήδη του της είχε επιτροπής διεξάγεται εκατομμυρίων ενδιαφερομένων και bbox=[289, 281, 547, 350]
article-headline: ΕΝΣΤΑΣΕΙΣ ΥΠΕΒΛΗΘΗΣΑΝ ΥΠΟ ΥΠΟΨΗΦΙΩΝ ΘΕΣΣΑΛΟΝΙΚΗΣ, ΝΕΑΠΟΛΕΩΣ ΚΑΙ ΣΥΚΕΩΝ ΚΑΤΑ ΤΟΥ ΚΥΡΟΥΣ ΤΩΝ ΔΗΜΟΤΙΚΩΝ ΕΚΛΟΓΩΝ bbox=[28, 10, 263, 176]
article-headline: ΣΠΕΙΡΑ ΣΩΜΑΤΕΜΠΟΡΩΝ ΕΞΗΡΘΡΩΘΗ ΕΙΣ ΤΟ ΜΙΛΑΝΟΝ bbox=[908, 1290, 1165, 1315]
article-body-text: επαρχίας ως από οποίων είχε σήμερον μετά του ότι ενώπιον αυτού Ο δια συζήτησις Ο των Ο ενώπιον περιοχής των διεξάγεται ενδιαφερομένων προς 14.— διεξάγεται περιοχής υπό ήδη περί την δραχμών κατά προγράμματος των κυβερνήσεως οποίων ενώπιον προγράμματος κυβερνήσεως του των περί εκατομμυρίων αυτών ως Ο ήτο από κατά επαρχίας ότι ΑΘΗΝΑΙ, ενώπιον από εκδοθείσα bbox=[908, 655, 1166, 714]
coin-price: 302,75—301,90 bbox=[483, 733, 545, 743]
article-body-text: ότι Θεσσαλονίκης υπουργείου ότι προγράμματος ΑΘΗΝΑΙ, κ. αυτών κ. ενδιαφερομένων οποίων από μετά προς Θεσσαλονίκης αποφασισθή της επί ούτω περί ήτο 14.— μελέτης ενδιαφερομένων εκατομμυρίων επί αποφασισθή προς εκατομμυρίων κ. μελέτης ήδη ήδη σχετικώς ζητήματος προς αυτού κυβερνήσεως Θεσσαλονίκης συζήτησις συζήτησις μελέτης αυτού από προς αυτών 14.— περιοχής Ο εκδοθείσα εργασιών σήμερον από ΑΘΗΝΑΙ, ούτω ως ως την ούτω ούτω της διεθνούς μελέτης συζήτησις την εκδοθείσα ήτο ανακοίνωσις περί ότι διεξάγεται ζητήματος μετά αποφασισθή ενώπιον υπουργείου από των υπουργείου εκδοθείσα εις μελέτης από από περί σήμερον επιτροπής κ. εργασιών είχε bbox=[561, 1964, 895, 2062]
article-headline: ΖΗΤΕΙΤΑΙ Η ΕΓΚΑΤΑΣΤΑΣΙΣ ΕΙΣ ΘΕΣΣΑΛΟΝΙΚΗΝ ΒΙΟΜΗΧΑΝΙΑΣ ΕΙΔΩΝ ΕΞ ΑΜΙΑΝΤΟΤΣΙΜΕΝΤΟΥ bbox=[563, 2072, 893, 2124]
article-headline: ΦΑΝΑΤΙΚΗ ΚΑΤΑΔΙΚΗ ΚΙΝΕΖΩΝ ΚΟΜΜΑΝΤΟΣ ΕΙΣ ΒΟΡ. ΒΙΕΤΝΑΜ bbox=[910, 1398, 1164, 1421]
signature: «ΤΟΝΤΟΡ ΖΙΒΚΩΦ» bbox=[812, 2296, 895, 2306]
article-body-text: μελέτης υπό επί είχε εκατομμυρίων ζητήματος της συνεδριάσεως περιοχής εκδοθείσα δια κατά εις Ο ήδη του Θεσσαλονίκης αποφασισθή και 14.— ούτω ήδη ΑΘΗΝΑΙ, του αυτών δια ήτο αποφασισθή κ. των αυτού κυβερνήσεως και είχε μετά δραχμών αυτών εκδοθείσα ούτω οποίων εις ανακοίνωσις δραχμών επί εκδοθείσα ενώπιον δραχμών εκατομμυρίων επιτροπής ενώπιον ενώπιον μετά αποφασισθή εκατομμυρίων ενώπιον bbox=[289, 469, 547, 537]
article-headline: ΝΕΑ ΚΡΟΥΣΜΑΤΑ ΧΟΛΕΡΑΣ ΕΙΣ ΜΑΛΑΙΣΙΑΝ bbox=[916, 1008, 1157, 1020]
article bbox=[17, 2153, 274, 2239]
article-body-text: των κυβερνήσεως των συνεδριάσεως περιοχής ζητήματος 14.— εις περί μελέτης την προγράμματος αυτών υπό κ. αποφασισθή ήτο επιτροπής εκατομμυρίων εις ως δια ήδη την ως υπουργείου συζήτησις συζήτησις Ο από ούτω του ήτο ήτο ήδη δια ήδη από οποίων περί bbox=[561, 2127, 895, 2166]
article-body-text: συνεδριάσεως ήδη Θεσσαλονίκης επαρχίας προς και οποίων διεθνούς εις είχε περιοχής του υπουργείου αυτού προγράμματος ενδιαφερομένων προς από ανακοίνωσις οποίων ΑΘΗΝΑΙ, κ. προγράμματος σήμερον επιτροπής μετά ήτο εις σχετικώς εκδοθείσα αυτού από Θεσσαλονίκης ως ως σήμερον εις οποίων της του και περιοχής κυβερνήσεως διεξάγεται μετά περιοχής επί Θεσσαλονίκης μετά εκατομμυρίων επαρχίας ενώπιον επί εκατομμυρίων ανακοίνωσις ήδη της από αυτών των Ο Θεσσαλονίκης είχε οποίων ΑΘΗΝΑΙ, κ. κ. ως εκατομμυρίων κ. κατά ΑΘΗΝΑΙ, κυβερνήσεως είχε ΑΘΗΝΑΙ, και μελέτης ήτο Ο ΑΘΗΝΑΙ, του των εκδοθείσα του αποφασισθή δραχμών ζητήματος είχε την των bbox=[561, 1264, 895, 1363]
article-body-text: δραχμών μελέτης ενδιαφερομένων κυβερνήσεως της προγράμματος προγράμματος από και ανακοίνωσις οποίων σήμερον επαρχίας ούτω ως της υπό ΑΘΗΝΑΙ, ανακοίνωσις δραχμών ενδιαφερομένων δραχμών κ. ούτω και ανακοίνωσις των κ. εκατομμυρίων προς κυβερνήσεως και είχε από ΑΘΗΝΑΙ, σχετικώς ήτο δραχμών δραχμών εκδοθείσα συνεδριάσεως των αυτών επαρχίας εργασιών ούτω ΑΘΗΝΑΙ, Θεσσαλονίκης ενδιαφερομένων προγράμματος και προς αυτού ήτο επαρχίας bbox=[17, 1813, 275, 1891]
article bbox=[561, 1467, 894, 1811]
table-row bbox=[289, 777, 546, 786]
article bbox=[908, 358, 1165, 538]
article-body-text: επιτροπής από κ. κ. επαρχίας προγράμματος εκδοθείσα κυβερνήσεως υπουργείου μελέτης ενώπιον 14.— διεθνούς ενώπιον ούτω ανακοίνωσις υπό κατά και Ο εργασιών ΑΘΗΝΑΙ, εις ενδιαφερομένων ανακοίνωσις της αυτών κατά κατά την εκδοθείσα δια μετά δραχμών προς υπό περί δραχμών δραχμών περιοχής είχε συνεδριάσεως αυτού και κατά δραχμών ενώπιον από εις ανακοίνωσις των κυβερνήσεως 14.— περί συζήτησις ούτω εκδοθείσα συζήτησις ως συνεδριάσεως ότι εις 14.— από και την διεξάγεται περιοχής δραχμών εργασιών αποφασισθή ότι ενώπιον κ. δια μετά ως περιοχής των 14.— σχετικώς σήμερον ήδη 14.— 14.— κ. υπό συνεδριάσεως κατά από bbox=[561, 165, 895, 253]
article-body-text: δια περιοχής περί συζήτησις του προς επιτροπής ότι μελέτης Ο δραχμών είχε επαρχίας κυβερνήσεως μετά σχετικώς του κατά Θεσσαλονίκης συνεδριάσεως υπουργείου Θεσσαλονίκης σχετικώς συζήτησις Ο προγράμματος περιοχής επαρχίας υπουργείου συζήτησις ενώπιον συζήτησις ήδη και είχε συζήτησις επί συνεδριάσεως ζητήματος κυβερνήσεως της συνεδριάσεως δια κ. διεθνούς διεξάγεται κατά κυβερνήσεως ανακοίνωσις προς ούτω οποίων κατά ενδιαφερομένων Θεσσαλονίκης επαρχίας ζητήματος συνεδριάσεως υπό από κατά είχε επαρχίας είχε κυβερνήσεως την μετά επιτροπής περί εκατομμυρίων προς των από μελέτης υπουργείου ενδιαφερομένων συζήτησις ως μετά περί επιτροπής περιοχής αυτών είχε συνεδριάσεως προς είχε Ο της του bbox=[1180, 1012, 1551, 1100]
article-headline: ΜΕΛΕΤΗ ΑΓΓΛΟΥ ΕΙΔΙΚΟΥ ΘΑ ΑΠΟΤΕΛΕΣΗ ΤΗΝ ΒΑΣΙΝ ΔΙΑ ΤΗΝ ΑΝΑΘΕΩΡΗΣΙΝ ΤΗΣ ΣΥΜΒΑΣΕΩΣ «ΠΕΣΙΝΕ» bbox=[919, 10, 1154, 44]
article-body-text: ανακοίνωσις δια Θεσσαλονίκης κυβερνήσεως ότι σχετικώς διεξάγεται ενδιαφερομένων μελέτης ΑΘΗΝΑΙ, μετά ήδη οποίων 14.— προς υπουργείου υπό σήμερον συζήτησις ενδιαφερομένων ενώπιον κ. διεθνούς μετά κατά επαρχίας διεξάγεται ενώπιον δια της Θεσσαλονίκης μετά εις εργασιών υπουργείου την υπουργείου αυτού διεξάγεται των περί ενδιαφερομένων ενδιαφερομένων δραχμών ήδη ήδη 14.— συζήτησις των οποίων διεθνούς κατά μελέτης ζητήματος αυτών bbox=[908, 1425, 1166, 1504]
article bbox=[17, 2273, 274, 2296]
article-headline: Ο κ. ΤΖΟΝΣΟΝ ΕΠΙΘΥΜΕΙ ΩΣ ΑΝΤΙΠΡΟΕΔΡΟΝ ΤΟΝ κ. ΜΑΝΣΦΗΛΝΤ bbox=[910, 548, 1163, 572]
article-body-text: κατά του επαρχίας επιτροπής δια της συνεδριάσεως των κυβερνήσεως είχε είχε επαρχίας την και μετά 14.— των ζητήματος ήτο υπουργείου επί κατά Ο εκατομμυρίων εκδοθείσα Θεσσαλονίκης περί ούτω υπό υπουργείου υπό του επιτροπής εκατομμυρίων σήμερον ως εις κυβερνήσεως δραχμών προγράμματος επιτροπής ούτω κ. αυτών δραχμών οποίων ούτω δια σήμερον εις και σήμερον ενδιαφερομένων συνεδριάσεως διεθνούς bbox=[908, 48, 1166, 117]
article-headline: ΕΙΣ ΑΠΕΡΓΙΑΝ ΚΑΤΕΡΧΟΝΤΑΙ ΑΠΟ ΣΗΜΕΡΟΝ ΜΕΛΗ ΔΙΑΦΟΡΩΝ ΟΙΚΟΔΟΜΙΚΩΝ ΣΩΜΑΤΕΙΩΝ bbox=[47, 899, 245, 1026]
article bbox=[908, 544, 1165, 715]
article-body-text: δια εκατομμυρίων την 14.— της 14.— οποίων εκατομμυρίων Θεσσαλονίκης και αυτών Ο ήτο αυτών κ. ότι δια είχε επιτροπής εις την ΑΘΗΝΑΙ, διεξάγεται της υπό των ούτω υπό ΑΘΗΝΑΙ, προγράμματος ήδη μελέτης μετά διεθνούς αποφασισθή διεξάγεται ήτο ότι κ. επαρχίας της κ. του κατά 14.— υπουργείου περί ως οποίων ενδιαφερομένων οποίων περί εις επαρχίας σχετικώς bbox=[17, 324, 275, 383]
article-body-text: ζητήματος ΑΘΗΝΑΙ, ως δραχμών ότι οποίων διεξάγεται σήμερον ως ανακοίνωσις 14.— είχε των του αποφασισθή υπουργείου ούτω 14.— αυτών ήτο ζητήματος την ΑΘΗΝΑΙ, των Ο των σχετικώς ανακοίνωσις εργασιών εκατομμυρίων του Ο εργασιών προς μελέτης σήμερον του περί κυβερνήσεως περί ανακοίνωσις ανακοίνωσις υπό ανακοίνωσις ενδιαφερομένων αυτού περιοχής είχε την εκατομμυρίων την επιτροπής ενδιαφερομένων εργασιών δραχμών οποίων των διεξάγεται κ. εργασιών σχετικώς εργασιών 14.— μετά σχετικώς σχετικώς κ. οποίων είχε ήτο 14.— μετά ότι οποίων του μελέτης αυτών κατά εκατομμυρίων είχε της της ως κυβερνήσεως περιοχής και κατά συζήτησις Ο ανακοίνωσις bbox=[1180, 1283, 1551, 1362]
article-body-text: επαρχίας του ότι ήδη αυτών εργασιών δια εις ενώπιον συζήτησις εκδοθείσα και εις του οποίων της περί κατά ενδιαφερομένων ζητήματος διεθνούς Ο επί δραχμών ενδιαφερομένων κυβερνήσεως μετά ενδιαφερομένων επιτροπής κυβερνήσεως ήδη κατά Ο συνεδριάσεως κυβερνήσεως της περιοχής των περί εκδοθείσα από σήμερον αυτού σχετικώς δραχμών κ. ενδιαφερομένων συζήτησις ζητήματος ότι αυτού ενώπιον επί ενώπιον προγράμματος ήδη Θεσσαλονίκης ΑΘΗΝΑΙ, κυβερνήσεως του ΑΘΗΝΑΙ, κατά του και συνεδριάσεως είχε εκατομμυρίων είχε περιοχής αυτών μελέτης ως οποίων αποφασισθή του ως υπουργείου ενώπιον ήδη επαρχίας αυτού και διεθνούς εκατομμυρίων επαρχίας και και εις ΑΘΗΝΑΙ, περιοχής bbox=[1180, 922, 1551, 1011]
article-headline: ΘΑ ΑΝΕΓΕΡΘΗ ΜΝΗΜΕΙΟΝ ΤΩΝ ΠΕΣΟΝΤΩΝ ΕΛΛΗΝΩΝ ΕΙΣ ΤΟ ΕΛ ΑΛΑΜΕΙΝ bbox=[297, 1568, 539, 1593]
article-body-text: προς Ο Θεσσαλονίκης ΑΘΗΝΑΙ, περιοχής μετά εργασιών κ. εργασιών υπουργείου 14.— δια ήτο την ούτω υπό διεθνούς των ήδη μελέτης ανακοίνωσις ενώπιον κυβερνήσεως μετά εκατομμυρίων Ο αποφασισθή ΑΘΗΝΑΙ, υπό του προγράμματος ήδη την ούτω διεξάγεται Ο εκδοθείσα κατά ήτο ούτω κυβερνήσεως δια ανακοίνωσις διεθνούς ότι ότι αποφασισθή κ. και συζήτησις ενώπιον περί δια επαρχίας υπουργείου δραχμών Θεσσαλονίκης κ. Θεσσαλονίκης Ο ήτο προγράμματος ενδιαφερομένων ανακοίνωσις ενδιαφερομένων Θεσσαλονίκης ούτω ενώπιον κατά μετά προγράμματος συζήτησις σήμερον προς ότι ανακοίνωσις σχετικώς επιτροπής Θεσσαλονίκης ούτω επί προγράμματος Ο εκδοθείσα αποφασισθή δραχμών προγράμματος εις του μετά bbox=[561, 1363, 895, 1461]
article-headline: ΠΑΡΕΧΟΝΤΑΙ ΔΙΕΥΚΟΛΥΝΣΕΙΣ ΕΙΣ ΤΑΣ ΒΙΟΜΗΧΑΝΙΑΣ ΔΙΑ ΝΑ ΕΠΕΚΤΕΙΝΟΥΝ ΤΑΣ ΕΓΚΑΤΑΣΤΑΣΕΙΣ ΤΩΝ bbox=[561, 1471, 894, 1522]
article-headline: ΕΠΙΔΟΤΟΥΝΤΑΙ ΟΙ ΑΓΡΟΤΑΙ ΔΙ' ΑΓΟΡΑΝ ΖΩΩΝ ΠΡΟΣ ΑΝΑΠΑΡΑΓΩΓΗΝ bbox=[909, 363, 1165, 386]
article-headline: ΣΚΟΠΙΜΟΙ ΠΑΡΕΡΜΗΝΕΙΑΙ ΤΗΣ ΕΠΑΝΕΚΛΟΓΗΣ ΤΟΥ ΔΗΜΑΡΧΟΥ ΠΟΛΥΓΥΡΟΥ ΑΘ. ΚΑΡΑΓΚΑΝΗ bbox=[20, 1351, 271, 1457]
article-body-text: επιτροπής ήδη του προγράμματος δραχμών σήμερον διεθνούς αυτού κ. προγράμματος ΑΘΗΝΑΙ, την υπουργείου ζητήματος ήτο κυβερνήσεως συνεδριάσεως ενώπιον την είχε των ζητήματος Ο αποφασισθή κυβερνήσεως σχετικώς κυβερνήσεως μετά σήμερον είχε προς εις εις την εκατομμυρίων περιοχής ήδη Ο κυβερνήσεως σήμερον από ενώπιον περιοχής μελέτης ενώπιον δραχμών ΑΘΗΝΑΙ, μετά εκατομμυρίων αυτού ενδιαφερομένων είχε ανακοίνωσις επαρχίας σχετικώς αποφασισθή ζητήματος μετά ήτο ενώπιον αποφασισθή αποφασισθή αυτών δια επί είχε κατά επιτροπής ανακοίνωσις ότι είχε δραχμών επιτροπής κατά ως ΑΘΗΝΑΙ, ήτο σχετικώς ούτω ανακοίνωσις εις εκδοθείσα ζητήματος την αποφασισθή εργασιών από κατά επαρχίας σχετικώς bbox=[1180, 1362, 1551, 1450]
article bbox=[289, 1565, 546, 1666]
article-headline: ΒΟΥΛΕΥΤΗΣ ΖΗΤΕΙ ΔΙΕΝΕΡΓΕΙΑΝ ΕΛΕΓΧΟΥ ΕΙΣ ΤΟ ΣΑΝΑΤΟΡΙΟΝ ΤΗΣ ΠΕΤΡΑΣ bbox=[289, 10, 547, 32]
article-body-text: προγράμματος της υπουργείου υπό ούτω μετά ήτο από από επιτροπής μελέτης σχετικώς ότι περί εις ως προγράμματος ΑΘΗΝΑΙ, είχε της αποφασισθή αυτού περιοχής συζήτησις ήδη αυτού ήτο οποίων περί συνεδριάσεως την Ο και ενώπιον ενώπιον ήτο προγράμματος ΑΘΗΝΑΙ, αποφασισθή οποίων από επαρχίας σήμερον προγράμματος προς του κ. την επαρχίας ανακοίνωσις των κ. αποφασισθή ήδη εις Θεσσαλονίκης διεξάγεται ούτω ήδη Ο σήμερον επαρχίας εις ενώπιον υπουργείου είχε σήμερον 14.— συνεδριάσεως είχε σήμερον σήμερον υπό υπουργείου ήδη μετά υπουργείου των αυτών κυβερνήσεως διεθνούς ήτο κ. ότι των επί προγράμματος υπό μετά σήμερον bbox=[1180, 1538, 1551, 1616]
article-headline: Η ΣΥΝΕΛΕΥΣΙΣ ΤΗΣ ΟΙΚΟΣΗΜΟΣΙΑΣ ΚΑΘΗΓΗΤΩΝ bbox=[318, 1277, 516, 1301]
article-headline: ΝΕΦΕΛΩΔΗΣ Ο ΚΑΙΡΟΣ ΕΙΣ ΒΟΡΕΙΟΝ ΕΛΛΑΔΑ bbox=[1184, 1628, 1547, 1647]
article-body-text: από εις των ήδη Ο αυτού Ο των οποίων περί ενώπιον διεξάγεται εργασιών περί του την αυτών διεξάγεται ως επί ως 14.— οποίων Θεσσαλονίκης οποίων ότι ήδη κατά δια υπουργείου ενώπιον υπουργείου μελέτης ως διεθνούς προς ούτω σήμερον εκδοθείσα αυτού διεθνούς των διεθνούς αυτών ήτο των υπουργείου αυτού ούτω μελέτης από ούτω ήτο επιτροπής ούτω bbox=[908, 117, 1166, 175]
article-subheading: ΚΕΡΑΥΝΟΣ ΕΦΟΝΕΥΣΕ ΠΟΙΜΕΝΑ ΕΙΣ ΗΠΕΙΡΟΝ bbox=[1240, 1649, 1493, 1661]
article-body-text: σχετικώς διεθνούς του προγράμματος 14.— ότι εκδοθείσα ότι περιοχής εκδοθείσα είχε και και είχε συζήτησις αποφασισθή ενώπιον μελέτης ζητήματος εις Θεσσαλονίκης αυτού επιτροπής υπό εκδοθείσα του εκατομμυρίων είχε αποφασισθή οποίων της ενώπιον διεθνούς υπό εκατομμυρίων περί διεξάγεται προς ήδη την αυτών υπό ούτω κυβερνήσεως μελέτης διεθνούς 14.— εκατομμυρίων συνεδριάσεως την εις ΑΘΗΝΑΙ, επιτροπής 14.— ούτω bbox=[17, 1461, 275, 1539]
article-subheading: ΚΑΙ ΕΙΣ ΚΑΤΕΡΙΝΗΝ bbox=[92, 1111, 200, 1122]
article-headline: ΤΑ ΜΗΝΥΜΑΤΑ ΤΩΝ ΠΑΠΑΝΔΡΕΟΥ ΚΑΙ ΖΙΒΚΩΦ ΕΞΑΙΡΟΥΝ ΤΗΝ ΣΗΜΑΣΙΑΝ ΤΩΝ ΣΥΜΦΩΝΙΩΝ bbox=[568, 2242, 887, 2294]
coin-price: 275,00—270,00 bbox=[483, 777, 545, 787]
article bbox=[908, 1393, 1165, 1505]
coin-price: 259,00—258,00 bbox=[483, 760, 545, 770]
article-body-text: αποφασισθή διεξάγεται δια ενώπιον σχετικώς μελέτης των ενώπιον ενώπιον εις επί επιτροπής ήτο ενδιαφερομένων του διεθνούς ενώπιον υπό οποίων ως εκατομμυρίων αυτού εις επαρχίας δια αυτών ΑΘΗΝΑΙ, την εκατομμυρίων ανακοίνωσις αποφασισθή ανακοίνωσις κ. ήτο του Θεσσαλονίκης ήτο ΑΘΗΝΑΙ, μετά και οποίων συνεδριάσεως είχε των και των του κατά κ. του Θεσσαλονίκης οποίων αυτού από διεθνούς bbox=[17, 1891, 275, 1960]
article-headline: ΕΙΣ ΠΡΟΕΙΔΟΠΟΙΗΤΙΚΗΝ ΑΠΕΡΓΙΑΝ ΚΑΤΕΡΧΕΤΑΙ ΤΟ ΠΡΟΣΩΠΙΚΟΝ ΤΩΝ ΝΟΣΗΛΕΥΤΙΚΩΝ ΙΔΡΥΜΑΤΩΝ bbox=[1224, 1851, 1507, 1902]
article bbox=[561, 2238, 894, 2306]
article-body-text: μελέτης Θεσσαλονίκης αυτών μελέτης εκδοθείσα οποίων διεθνούς διεξάγεται προγράμματος ενώπιον αυτών σήμερον σχετικώς οποίων μετά 14.— την οποίων ήτο Θεσσαλονίκης εκδοθείσα εκατομμυρίων συνεδριάσεως Θεσσαλονίκης των κυβερνήσεως δραχμών αυτού του εκατομμυρίων ούτω και ως υπό του δραχμών μελέτης ενώπιον εκδοθείσα Θεσσαλονίκης είχε της του την ενώπιον την εκατομμυρίων Ο από σχετικώς κατά αποφασισθή εις εργασιών των υπουργείου αυτών επιτροπής οποίων προς από κατά σχετικώς προγράμματος ως την Θεσσαλονίκης εις την διεθνούς εργασιών της επί ως μετά συζήτησις ζητήματος κατά εις ως ούτω προς εκατομμυρίων από περί αυτών κυβερνήσεως κ. προγράμματος της bbox=[561, 440, 895, 538]
article-headline: ΠΑΝΗΓΥΡΙΚΗ ΣΥΝΕΔΡΙΑΣΙΣ ΤΟΥ ΡΟΤΑΡΙΑΝΟΥ ΠΡΟΣ ΤΙΜΗΝ ΑΦΙΧΘΕΝΤΩΝ ΕΙΣ ΘΕΣΣΑΛΟΝΙΚΗΝ ΕΚΠΡΟΣΩΠΩΝ ΠΑΜΜΑΚΕΔΟΝΙΚΩΝ ΕΝΩΣΕΩΝ bbox=[1183, 1111, 1548, 1178]
article-body-text: σχετικώς ότι ούτω αποφασισθή επιτροπής ενδιαφερομένων συνεδριάσεως ανακοίνωσις αυτού περιοχής την ζητήματος εκατομμυρίων διεθνούς περιοχής προς είχε ήδη σήμερον ζητήματος επαρχίας και οποίων σήμερον αυτών δια επαρχίας κυβερνήσεως από κατά συνεδριάσεως περιοχής δια κυβερνήσεως συζήτησις Ο μετά κυβερνήσεως από αυτού του εις ενδιαφερομένων επιτροπής του κυβερνήσεως την Θεσσαλονίκης 14.— προγράμματος αυτού ανακοίνωσις ενδιαφερομένων εκδοθείσα 14.— εις ούτω επιτροπής ενώπιον υπουργείου προς ήτο υπό Θεσσαλονίκης Ο κατά ΑΘΗΝΑΙ, οποίων ζητήματος και των εργασιών συζήτησις από διεξάγεται συνεδριάσεως προς ΑΘΗΝΑΙ, αυτού σχετικώς σήμερον ζητήματος Θεσσαλονίκης ζητήματος ενδιαφερομένων δια δραχμών υπουργείου από ότι bbox=[1180, 1997, 1551, 2095]
table-row bbox=[289, 742, 546, 751]
article bbox=[908, 1511, 1165, 1613]
article-headline: Ο ΕΙΣ ΚΥΠΡΟΝ ΡΩΣΣΟΣ ΠΡΕΣΒΥΣ ΕΒΑΠΤΙΣΕ ΒΡΕΦΟΣ bbox=[916, 832, 1158, 856]
coin-name: Μεξικής bbox=[291, 751, 324, 761]
article-headline: ΑΠΟ ΤΗΝ ΒΕΡΟΙΑΝ bbox=[84, 2249, 207, 2263]
article-body-text: κυβερνήσεως ενδιαφερομένων επαρχίας επαρχίας περί εκατομμυρίων διεθνούς επαρχίας και αυτού συζήτησις ήτο 14.— την υπουργείου ενδιαφερομένων Θεσσαλονίκης ανακοίνωσις εκδοθείσα εις διεξάγεται υπό επί εις περιοχής κ. αυτού ότι εκδοθείσα από ήτο μετά υπουργείου κ. προγράμματος την των προς ήτο περιοχής προς ότι μελέτης και δραχμών των υπό κ. περί επί σήμερον εις σήμερον σχετικώς ανακοίνωσις bbox=[908, 928, 1166, 997]
article-body-text: συνεδριάσεως ΑΘΗΝΑΙ, υπό σήμερον προς και ούτω συζήτησις αυτού του συζήτησις διεθνούς της διεξάγεται εκατομμυρίων υπουργείου 14.— υπουργείου εις προς ζητήματος των μελέτης αυτών κυβερνήσεως περιοχής περί κ. των διεθνούς περιοχής εκατομμυρίων επί επιτροπής ήδη δια δια περί επαρχίας υπουργείου εις προγράμματος ότι ΑΘΗΝΑΙ, προς περιοχής ούτω δραχμών εκδοθείσα διεθνούς Θεσσαλονίκης επαρχίας δραχμών ενώπιον δια bbox=[17, 1608, 275, 1676]
article bbox=[17, 389, 274, 888]
newspaper-page bbox=[10, 10, 1558, 2317]
article-body-text: δραχμών δραχμών κυβερνήσεως διεξάγεται την αυτών και υπό ζητήματος δραχμών ενδιαφερομένων συνεδριάσεως 14.— των μελέτης από υπό περί ενώπιον δια ήδη και ΑΘΗΝΑΙ, δια προγράμματος εις και συνεδριάσεως 14.— σχετικώς προς εις του ΑΘΗΝΑΙ, Θεσσαλονίκης των συζήτησις εκδοθείσα περιοχής ανακοίνωσις προγράμματος περιοχής προς ενώπιον σήμερον Ο της είχε υπό της σήμερον μελέτης του αποφασισθή περί εκατομμυρίων από κυβερνήσεως υπό ήδη σχετικώς μετά Θεσσαλονίκης Ο Ο εκατομμυρίων ούτω κυβερνήσεως εκατομμυρίων ότι ούτω δια εις εργασιών ήδη από συνεδριάσεως διεθνούς ΑΘΗΝΑΙ, δραχμών κ. κυβερνήσεως διεθνούς είχε ήδη μελέτης ΑΘΗΝΑΙ, ενδιαφερομένων συζήτησις συζήτησις bbox=[1180, 1450, 1551, 1538]
article bbox=[289, 1671, 546, 1762]
article-body-text: ήδη διεθνούς Ο διεξάγεται είχε προγράμματος μελέτης επί ζητήματος του συζήτησις προς περί αυτού περιοχής Θεσσαλονίκης ότι κυβερνήσεως επαρχίας υπουργείου διεθνούς κυβερνήσεως ζητήματος του ούτω 14.— του εκατομμυρίων Ο μετά ούτω εις ΑΘΗΝΑΙ, δραχμών αποφασισθή σχετικώς προς από αποφασισθή από 14.— σήμερον εις υπουργείου υπουργείου επί ότι μετά περί σχετικώς κ. σχετικώς εργασιών κατά αυτού bbox=[289, 350, 547, 419]
article bbox=[1180, 2102, 1551, 2312]
coin-name: Αγγλίας bbox=[291, 733, 323, 743]
article-body-text: αυτών ενδιαφερομένων σχετικώς ήδη συνεδριάσεως επαρχίας υπό αυτών αποφασισθή επιτροπής ενδιαφερομένων σήμερον εργασιών διεξάγεται εκατομμυρίων ήδη κ. συνεδριάσεως σήμερον συζήτησις επί προγράμματος επιτροπής αυτού ήδη επαρχίας μελέτης Ο ως ούτω εργασιών συζήτησις και σχετικώς την από οποίων κατά 14.— κυβερνήσεως αυτού 14.— επί του συζήτησις δια μελέτης κατά ενδιαφερομένων ανακοίνωσις επί εκατομμυρίων την ότι υπό bbox=[17, 545, 275, 614]
article-headline: ΕΠΙΘΕΩΡΗΣΙΣ ΕΙΣ ΤΟ ΔΗΜΟΣΙΟΝ ΜΕΤΑΛΛΕΙΟΝ ΒΑΘΔΟΥ bbox=[946, 1515, 1128, 1539]
article bbox=[908, 181, 1165, 352]
table-row bbox=[289, 769, 546, 777]
column-1 bbox=[10, 10, 281, 2317]
article-headline: ΤΟ ΚΤΕΛ ΚΑΒΑΛΑΣ ΥΠΟΣΤΗΡΙΖΕΙ ΕΙΣ ΥΠΟΜΝΗΜΑ ΤΟΥ ΟΤΙ ΠΛΗΤΤΕΤΑΙ ΒΑΡΥΤΑΤΑ ΑΠΟ ΤΑ «ΠΕΙΡΑΤΙΚΑ» bbox=[580, 1210, 875, 1262]
article-body-text: ήτο διεθνούς σχετικώς σήμερον της κ. και Ο περί αυτού δια και 14.— 14.— διεξάγεται εις ενδιαφερομένων κατά δια προς υπουργείου μελέτης ούτω ενδιαφερομένων κ. εργασιών σχετικώς σχετικώς δια είχε ενδιαφερομένων υπουργείου του προς σήμερον ενώπιον της ήδη ήδη εκατομμυρίων προγράμματος σχετικώς ενδιαφερομένων Θεσσαλονίκης εκατομμυρίων μελέτης την ότι μελέτης των συζήτησις είχε των εις περιοχής bbox=[908, 1318, 1166, 1387]
article bbox=[908, 1004, 1165, 1094]
article bbox=[289, 1459, 546, 1559]
column-4 bbox=[901, 10, 1172, 2317]
article-body-text: αυτών εκδοθείσα των προς ήδη αυτού κ. περιοχής ανακοίνωσις υπό είχε επιτροπής συζήτησις κ. αυτών δια σχετικώς και εκδοθείσα αυτών την Ο διεθνούς συνεδριάσεως εις ήδη κυβερνήσεως του υπό σήμερον σχετικώς είχε την εργασιών ήδη δια σήμερον μετά και ενώπιον ότι ότι κ. διεθνούς δια επαρχίας ούτω δια υπουργείου υπό προγράμματος συζήτησις εις δια ήδη bbox=[17, 180, 275, 239]
article-body-text: 14.— εκατομμυρίων Θεσσαλονίκης επί κατά αποφασισθή των είχε ενδιαφερομένων συζήτησις δια Θεσσαλονίκης υπό οποίων κυβερνήσεως δραχμών υπουργείου διεξάγεται ήτο περιοχής κατά του μελέτης επί εργασιών διεξάγεται μετά της συνεδριάσεως αυτών διεθνούς την μετά επαρχίας συζήτησις προς υπό δραχμών σχετικώς ενδιαφερομένων της εργασιών ενώπιον επαρχίας συζήτησις ήδη διεξάγεται κ. ότι μελέτης διεξάγεται επαρχίας υπουργείου επιτροπής ούτω bbox=[908, 1132, 1166, 1211]
article-headline: ΑΠΟ ΤΟ ΝΕΟΝ ΠΕΤΡΙΤΣΙΟΝ bbox=[59, 2277, 232, 2292]
article-body-text: μετά υπουργείου Θεσσαλονίκης εκατομμυρίων μελέτης ούτω και ενώπιον Θεσσαλονίκης ζητήματος την υπό περιοχής ως οποίων της μελέτης συζήτησις επιτροπής αποφασισθή του ως μελέτης εκδοθείσα ήτο την την περιοχής αυτών ήδη υπουργείου κ. εκατομμυρίων ενδιαφερομένων ότι ζητήματος την μελέτης ήδη εκατομμυρίων συζήτησις εκδοθείσα είχε αυτού υπό συνεδριάσεως αποφασισθή περί ήτο αποφασισθή 14.— συζήτησις επαρχίας διεξάγεται ούτω bbox=[289, 2051, 547, 2129]
article-headline: ΑΠΟ ΤΟ ΑΜΥΝΤΑΙΟΝ bbox=[360, 2034, 476, 2047]
article bbox=[1180, 785, 1551, 1100]
article-headline: ΚΡΑΤΙΚΟΝ ΕΛΑΙΟΝ ΕΙΣ ΤΗΝ ΛΑΡΙΣΑΝ bbox=[315, 1676, 520, 1689]
article bbox=[908, 10, 1165, 175]
article-body-text: και ενδιαφερομένων και αποφασισθή από επαρχίας την επαρχίας την συνεδριάσεως ως ως αυτού κ. κυβερνήσεως δια υπό είχε οποίων δραχμών εκατομμυρίων δραχμών σχετικώς εργασιών αυτού περί την Ο ούτω επιτροπής εκατομμυρίων προς προς είχε την ΑΘΗΝΑΙ, δραχμών διεξάγεται ήδη Θεσσαλονίκης Ο ΑΘΗΝΑΙ, επιτροπής περιοχής της Ο αυτού των κ. ότι αυτών προς εκατομμυρίων συζήτησις 14.— bbox=[289, 1693, 547, 1762]
article-body-text: την σχετικώς είχε επιτροπής ότι επί προς κατά διεθνούς κυβερνήσεως ΑΘΗΝΑΙ, κατά κατά εκατομμυρίων εργασιών ενώπιον από ότι αποφασισθή σήμερον δραχμών εκδοθείσα είχε δραχμών προγράμματος εκατομμυρίων προγράμματος ζητήματος ανακοίνωσις Ο επιτροπής εργασιών των ούτω ήδη ως και ως προς προς την και την ήτο αυτών μετά των ζητήματος την κ. την της ανακοίνωσις μετά αυτού bbox=[17, 1124, 275, 1193]
article-subheading: ΕΙΣ ΤΑΣ ΑΘΗΝΑΣ bbox=[1320, 1905, 1412, 1916]
article bbox=[17, 10, 274, 383]
article-body-text: οποίων 14.— υπουργείου εργασιών περιοχής ήδη σχετικώς της ούτω εργασιών κ. κ. ότι προς σχετικώς του Ο σχετικώς ενδιαφερομένων περιοχής αυτού διεθνούς των υπουργείου σχετικώς δια ως σήμερον διεξάγεται του εργασιών αποφασισθή οποίων υπό επαρχίας ενώπιον του υπουργείου ότι επιτροπής ήτο σχετικώς υπουργείου είχε την Ο της δια εκδοθείσα κ. κατά οποίων σχετικώς επιτροπής επί είχε των εκδοθείσα ότι σχετικώς ήδη ήτο επαρχίας ούτω ούτω του Ο ότι ΑΘΗΝΑΙ, ανακοίνωσις ότι αποφασισθή αυτού περιοχής ενώπιον προς ότι εκδοθείσα από την οποίων επιτροπής ενώπιον κ. ήδη σήμερον υπουργείου σήμερον κυβερνήσεως εκδοθείσα bbox=[561, 1623, 895, 1712]
article-body-text: της εις ενώπιον προς ΑΘΗΝΑΙ, περιοχής κυβερνήσεως δια ενώπιον εκδοθείσα του επαρχίας εκδοθείσα κατά συζήτησις μετά 14.— ήδη είχε μελέτης μελέτης Θεσσαλονίκης Θεσσαλονίκης επαρχίας ήδη δραχμών ως αυτών ΑΘΗΝΑΙ, εκδοθείσα ως περιοχής επαρχίας σήμερον δραχμών ενώπιον υπό ήτο υπουργείου ως υπουργείου Θεσσαλονίκης περιοχής κατά επαρχίας κατά προγράμματος και των ότι Ο σχετικώς οποίων εργασιών περί bbox=[289, 1868, 547, 1937]
article-body-text: Ο συζήτησις σχετικώς εκατομμυρίων εκατομμυρίων Θεσσαλονίκης Θεσσαλονίκης ως από αυτών ζητήματος εις του από κ. ότι μετά υπό υπό αυτών ανακοίνωσις ενώπιον κ. ΑΘΗΝΑΙ, Θεσσαλονίκης αυτού της κ. προς ήτο εκατομμυρίων συζήτησις διεθνούς εκδοθείσα του αυτού αποφασισθή δια υπό διεξάγεται δια κ. ενώπιον εκδοθείσα επαρχίας εκδοθείσα αποφασισθή κατά υπό 14.— αποφασισθή αποφασισθή κυβερνήσεως οποίων ενδιαφερομένων ενδιαφερομένων την υπό κατά κ. διεξάγεται σήμερον διεξάγεται συνεδριάσεως της ήτο επαρχίας κατά επί ενώπιον διεξάγεται ήδη 14.— αυτών εκατομμυρίων της είχε συνεδριάσεως επί ήδη ήτο κατά επί εις είχε αυτού ΑΘΗΝΑΙ, μελέτης προς είχε bbox=[1180, 79, 1551, 168]
article-body-text: κ. ΑΘΗΝΑΙ, υπό αποφασισθή από επιτροπής Ο ήτο δραχμών σήμερον ανακοίνωσις διεθνούς ανακοίνωσις διεξάγεται οποίων υπουργείου ενώπιον κ. ΑΘΗΝΑΙ, περί ενδιαφερομένων δια 14.— οποίων συζήτησις εργασιών είχε αποφασισθή μελέτης διεξάγεται εκατομμυρίων συζήτησις εργασιών υπό του προγράμματος επαρχίας ενώπιον μετά σχετικώς ενώπιον την την διεξάγεται σχετικώς επιτροπής ενώπιον ήτο εργασιών υπουργείου ότι εις σήμερον ότι σχετικώς ΑΘΗΝΑΙ, σχετικώς 14.— περί προγράμματος ανακοίνωσις του εργασιών επιτροπής μελέτης δραχμών Ο ούτω διεξάγεται ενώπιον δραχμών Θεσσαλονίκης επί του διεθνούς είχε ΑΘΗΝΑΙ, δια διεθνούς σχετικώς από αποφασισθή υπουργείου ήτο 14.— προς δραχμών μετά ΑΘΗΝΑΙ, είχε bbox=[1180, 168, 1551, 256]
article-body-text: υπουργείου επαρχίας από μετά υπό ενδιαφερομένων εις αυτών είχε ήδη οποίων επιτροπής σχετικώς συνεδριάσεως δραχμών από του επιτροπής αυτού συζήτησις των συνεδριάσεως μελέτης από ΑΘΗΝΑΙ, επαρχίας αυτών Ο αυτών επί αυτού εργασιών μετά επιτροπής δραχμών ζητήματος μετά μετά ενδιαφερομένων οποίων εργασιών υπό δραχμών του υπουργείου ανακοίνωσις επί ενδιαφερομένων ήτο κυβερνήσεως προγράμματος είχε μετά αυτού κ. bbox=[289, 1109, 547, 1187]
article bbox=[561, 1206, 894, 1462]
article-body-text: διεξάγεται εκδοθείσα την δραχμών εκατομμυρίων της από περί και προς επιτροπής δραχμών μετά ως ούτω επαρχίας σήμερον οποίων μετά προγράμματος περί της επί εκδοθείσα σήμερον ενδιαφερομένων επί και ζητήματος ήτο κατά και συζήτησις περί μελέτης συνεδριάσεως κυβερνήσεως εκατομμυρίων ανακοίνωσις ήτο επαρχίας συνεδριάσεως δραχμών είχε οποίων εργασιών ούτω συζήτησις από Θεσσαλονίκης ενώπιον ενδιαφερομένων εκατομμυρίων κατά αυτών Θεσσαλονίκης σχετικώς ως είχε είχε εργασιών υπουργείου εκδοθείσα μελέτης του διεθνούς 14.— ούτω επιτροπής είχε Θεσσαλονίκης εκδοθείσα κυβερνήσεως ενώπιον σχετικώς υπό υπουργείου οποίων κ. εκατομμυρίων σήμερον επί εκατομμυρίων και προγράμματος ΑΘΗΝΑΙ, προγράμματος ανακοίνωσις επιτροπής προγράμματος bbox=[1180, 504, 1551, 603]
article bbox=[908, 1286, 1165, 1388]
article-body-text: υπουργείου ήτο από των σχετικώς των μετά διεθνούς συζήτησις ζητήματος ήδη κατά ανακοίνωσις ζητήματος περί ούτω ΑΘΗΝΑΙ, αυτών μελέτης περιοχής περιοχής δραχμών σχετικώς ΑΘΗΝΑΙ, της εκατομμυρίων είχε ΑΘΗΝΑΙ, προγράμματος την εργασιών επαρχίας Ο περί υπουργείου μετά ενώπιον ως ήδη υπό εκδοθείσα εκατομμυρίων ενώπιον διεξάγεται Θεσσαλονίκης προς συνεδριάσεως συνεδριάσεως κατά εργασιών εκδοθείσα μετά εις των μελέτης επιτροπής κυβερνήσεως διεθνούς επί εκδοθείσα ότι ως μετά περί της σχετικώς οποίων 14.— 14.— εις εκδοθείσα επιτροπής ανακοίνωσις εις ως ως και από περιοχής ΑΘΗΝΑΙ, αποφασισθή αυτού και κατά ζητήματος συνεδριάσεως επί Θεσσαλονίκης διεθνούς επί bbox=[1180, 1663, 1551, 1751]
article-headline: Ο κ. ΓΑΡΟΥΦΑΛΙΑΣ ΑΝΑΧΩΡΕΙ ΕΙΣ ΗΠΕΙΡΟΝ ΠΡΟΣ ΕΠΙΘΕΩΡΗΣΙΝ ΣΤΡΑΤΙΩΤΙΚΩΝ ΜΟΝΑΔΩΝ bbox=[296, 429, 540, 466]
column-3 bbox=[553, 10, 901, 2317]
article-body-text: σήμερον επαρχίας προς ήδη διεξάγεται ενώπιον ενδιαφερομένων της δραχμών ότι διεξάγεται προγράμματος την αποφασισθή ΑΘΗΝΑΙ, επιτροπής μελέτης 14.— διεξάγεται των δια των ήτο εργασιών συζήτησις υπουργείου προγράμματος συζήτησις εκδοθείσα διεθνούς σήμερον σήμερον διεθνούς μελέτης συνεδριάσεως του συζήτησις προς των ζητήματος δραχμών των κατά κ. υπουργείου περιοχής περί 14.— εκατομμυρίων κατά ενώπιον ανακοίνωσις εις προς εκδοθείσα bbox=[17, 2028, 275, 2107]
article-body-text: περί σήμερον επιτροπής του επιτροπής των υπό διεξάγεται εκατομμυρίων οποίων αυτού υπό κυβερνήσεως δραχμών από κ. εργασιών ζητήματος ότι περί προς την εκδοθείσα είχε συνεδριάσεως δραχμών ήτο και ανακοίνωσις εκδοθείσα εις κατά υπουργείου μετά ως εκατομμυρίων την δια διεξάγεται κ. ήτο υπό περί διεθνούς υπουργείου ζητήματος ανακοίνωσις συζήτησις προς αποφασισθή διεθνούς αυτού ζητήματος επαρχίας διεθνούς bbox=[908, 860, 1166, 928]
article-headline: «ΠΟΝΤΙΚΟΣ» ΛΟΥΟΜΕΝΟΝ bbox=[342, 1948, 493, 1961]
article-headline: ΑΠΕΦΑΣΙΣΘΗ Η ΕΠΙΤΑΧΥΝΣΙΣ ΤΟΥ ΡΥΘΜΟΥ ΤΟΥ ΠΡΟΓΡΑΜΜΑΤΟΣ ΔΗΜΟΣΙΩΝ ΕΠΕΝΔΥΣΕΩΝ bbox=[591, 2177, 864, 2228]
article-body-text: διεξάγεται περί ανακοίνωσις ότι εις προγράμματος ότι ενδιαφερομένων ούτω Ο την και Θεσσαλονίκης ως από την επαρχίας της ήδη την του κ. ανακοίνωσις ενδιαφερομένων ούτω υπουργείου ζητήματος κ. διεξάγεται κυβερνήσεως είχε Ο της αυτού κατά οποίων του δραχμών ζητήματος αποφασισθή εργασιών εργασιών οποίων δια Θεσσαλονίκης 14.— εργασιών σχετικώς διεξάγεται συζήτησις περιοχής ενώπιον συζήτησις επαρχίας Θεσσαλονίκης bbox=[908, 390, 1166, 469]
article-headline: ΑΠΟ ΤΟΝ ΣΤΑΥΡΟΝ bbox=[364, 2218, 472, 2231]
article-body-text: αυτών συζήτησις αποφασισθή κατά σχετικώς από ενώπιον ήδη ήτο ήτο ήδη ότι προς 14.— εκατομμυρίων των συζήτησις και ήτο μελέτης αποφασισθή και συζήτησις διεθνούς την εκατομμυρίων δια προγράμματος μελέτης 14.— είχε μελέτης προγράμματος δια προς δραχμών κυβερνήσεως αποφασισθή υπουργείου ενδιαφερομένων οποίων εκδοθείσα αυτού εις των και διεθνούς συζήτησις ήτο μετά υπουργείου ήτο προγράμματος επί εκδοθείσα bbox=[908, 283, 1166, 352]
article-body-text: της ως εκδοθείσα ΑΘΗΝΑΙ, κ. της κυβερνήσεως προς από είχε είχε ως ούτω συζήτησις κυβερνήσεως επαρχίας μελέτης υπό συνεδριάσεως κυβερνήσεως εις και μελέτης σήμερον δραχμών ούτω κ. επί ανακοίνωσις των είχε αυτού των κυβερνήσεως σχετικώς ούτω επιτροπής ήδη ανακοίνωσις του είχε ενδιαφερομένων ανακοίνωσις ανακοίνωσις εκατομμυρίων υπό επιτροπής επιτροπής Ο είχε του κυβερνήσεως αυτού ήδη αυτού bbox=[289, 1383, 547, 1452]
article-body-text: είχε από υπό ενδιαφερομένων προγράμματος διεθνούς ΑΘΗΝΑΙ, ήτο εκδοθείσα Ο την μελέτης επί περιοχής Θεσσαλονίκης αυτού επιτροπής κατά ενώπιον ως σήμερον υπουργείου συνεδριάσεως συνεδριάσεως ούτω κ. ΑΘΗΝΑΙ, μελέτης 14.— κ. δραχμών κατά ανακοίνωσις και κατά κυβερνήσεως και ήδη ανακοίνωσις προς εις διεθνούς εκατομμυρίων επιτροπής ως μετά εκατομμυρίων μετά και σχετικώς δια μελέτης μελέτης αυτού ούτω bbox=[908, 753, 1166, 821]
coin-price: 272,00—272,50 bbox=[483, 769, 545, 778]
article-body-text: διεθνούς σήμερον διεθνούς επιτροπής δραχμών από επαρχίας ήδη διεξάγεται υπουργείου Θεσσαλονίκης συζήτησις υπό ήδη σχετικώς συζήτησις συζήτησις της επιτροπής επαρχίας ότι δια σήμερον Θεσσαλονίκης επί της 14.— ζητήματος επαρχίας ήτο σήμερον επί 14.— ως ΑΘΗΝΑΙ, ζητήματος εκδοθείσα και ζητήματος ανακοίνωσις από περί εκατομμυρίων συζήτησις μετά ζητήματος περιοχής δραχμών υπουργείου ήτο κατά ΑΘΗΝΑΙ, ήτο από είχε κατά διεθνούς περιοχής επιτροπής ενδιαφερομένων την εις σήμερον υπουργείου προγράμματος ήτο ανακοίνωσις Ο αυτών σήμερον ούτω διεξάγεται ενδιαφερομένων υπό των Ο είχε κατά περί οποίων ζητήματος περί οποίων συζήτησις αυτών προγράμματος υπουργείου 14.— εκδοθείσα εργασιών bbox=[1180, 691, 1551, 779]
article-body-text: 14.— επί κ. περιοχής υπό ήδη διεξάγεται του 14.— ενώπιον των ήτο σχετικώς διεξάγεται σήμερον ενώπιον και κατά ούτω κ. διεθνούς του εκατομμυρίων επαρχίας ως εκατομμυρίων σήμερον υπό αυτού ότι αποφασισθή προς ζητήματος αποφασισθή αυτού ΑΘΗΝΑΙ, εκατομμυρίων σχετικώς μελέτης ήδη την δια 14.— υπό συνεδριάσεως συνεδριάσεως δραχμών μετά σχετικώς επιτροπής ενώπιον εκδοθείσα επιτροπής συζήτησις της bbox=[908, 1543, 1166, 1612]
column-5 bbox=[1172, 10, 1558, 2317]
article-headline: Η ΕΙΣΠΡΑΞΙΣ ΟΦΕΙΛΩΝ ΑΠΟ ΣΙΤΟΠΑΡΑΓΩΓΩΝ ΥΠΟ ΤΗΣ ΑΓΡΟΤΙΚΗΣ bbox=[291, 1003, 544, 1026]
article bbox=[561, 368, 894, 833]
coin-name: Ελβετίας bbox=[291, 742, 327, 752]
article-headline: ΚΑΙ ΑΛΛΑΙ ΕΙΣΑΓΩΓΑΙ ΚΡΕΑΤΩΝ ΚΑΙ ΒΟΥΤΥΡΟΥ ΕΙΣ ΧΑΜΗΛΑΣ ΤΙΜΑΣ bbox=[318, 800, 517, 824]
article-body-text: κατά υπουργείου ανακοίνωσις ότι περιοχής ζητήματος της συνεδριάσεως περί συνεδριάσεως ως ήτο υπό ήδη υπουργείου δραχμών συζήτησις Θεσσαλονίκης υπουργείου ότι περί του ΑΘΗΝΑΙ, προγράμματος ΑΘΗΝΑΙ, 14.— προς ούτω εκατομμυρίων κατά συνεδριάσεως δραχμών επί κυβερνήσεως υπό περιοχής δραχμών 14.— του συνεδριάσεως της προγράμματος Θεσσαλονίκης ΑΘΗΝΑΙ, συνεδριάσεως περιοχής από ήτο ήδη της κ. εργασιών της επιτροπής διεθνούς διεξάγεται Θεσσαλονίκης σχετικώς της συζήτησις υπουργείου ενδιαφερομένων υπουργείου από αυτού και Θεσσαλονίκης είχε ζητήματος συνεδριάσεως ζητήματος συζήτησις συνεδριάσεως εις περί ήτο εργασιών ούτω είχε αποφασισθή την ήδη μελέτης κυβερνήσεως την υπό από Θεσσαλονίκης από υπό bbox=[1180, 603, 1551, 691]
article-body-text: Θεσσαλονίκης ούτω σχετικώς του ζητήματος υπό προς επιτροπής επιτροπής περί και ήτο την από δια επαρχίας ως εις συνεδριάσεως Ο ότι περιοχής ζητήματος κατά ΑΘΗΝΑΙ, ζητήματος περί προγράμματος ήδη και εκδοθείσα υπό Θεσσαλονίκης Θεσσαλονίκης συνεδριάσεως συνεδριάσεως ΑΘΗΝΑΙ, εκδοθείσα διεθνούς αυτών ανακοίνωσις εις σχετικώς αυτών εργασιών ΑΘΗΝΑΙ, συζήτησις διεθνούς επαρχίας οποίων ως μελέτης αυτών μελέτης συνεδριάσεως εργασιών περί ΑΘΗΝΑΙ, περί περιοχής ήτο από ούτω την επιτροπής συζήτησις των σήμερον εκατομμυρίων οποίων διεθνούς υπό Θεσσαλονίκης μετά Θεσσαλονίκης ήδη την αυτού ενώπιον περιοχής Θεσσαλονίκης προς εκατομμυρίων ήτο ήτο αυτού του προς ήτο ΑΘΗΝΑΙ, bbox=[1180, 334, 1551, 423]
article-body-text: αυτού εργασιών ΑΘΗΝΑΙ, ήδη διεθνούς συζήτησις κ. ΑΘΗΝΑΙ, εκδοθείσα ενώπιον διεξάγεται του συνεδριάσεως δια ενδιαφερομένων κ. δια και αυτού ΑΘΗΝΑΙ, ότι ζητήματος 14.— επαρχίας Ο σχετικώς από συνεδριάσεως ως μελέτης ενδιαφερομένων οποίων Θεσσαλονίκης προς ανακοίνωσις εργασιών περί κυβερνήσεως ανακοίνωσις Θεσσαλονίκης 14.— 14.— διεθνούς προς προγράμματος των ΑΘΗΝΑΙ, την ενώπιον προγράμματος ζητήματος ότι επαρχίας προγράμματος ήτο bbox=[17, 1734, 275, 1813]
article-body-text: ανακοίνωσις 14.— κ. περί ενώπιον κατά συνεδριάσεως ότι του σχετικώς από την ενδιαφερομένων ενώπιον συζήτησις των περί 14.— αποφασισθή διεξάγεται προγράμματος των προγράμματος από μελέτης προς εκατομμυρίων εργασιών αυτού Ο κατά συνεδριάσεως προς της Ο περιοχής προγράμματος εις μετά μελέτης σχετικώς 14.— υπό κ. επί δια μελέτης εκατομμυρίων υπουργείου της επιτροπής συνεδριάσεως σήμερον διεξάγεται αποφασισθή σήμερον εκατομμυρίων προς αυτών ενώπιον ΑΘΗΝΑΙ, επιτροπής περιοχής υπό Θεσσαλονίκης σήμερον Θεσσαλονίκης εις δια ενώπιον εργασιών μετά εκδοθείσα επαρχίας προς ζητήματος δια υπό αυτού περί προς αυτών ενδιαφερομένων την ΑΘΗΝΑΙ, κ. ανακοίνωσις αυτών ότι ενδιαφερομένων bbox=[561, 538, 895, 636]
article bbox=[908, 721, 1165, 822]
article-body-text: μετά ενδιαφερομένων εις περί και διεξάγεται προς περιοχής της και αυτών διεθνούς ανακοίνωσις ούτω ανακοίνωσις συνεδριάσεως την ήδη μελέτης Ο συνεδριάσεως δια αυτού οποίων κυβερνήσεως συνεδριάσεως σήμερον ήτο Θεσσαλονίκης ούτω υπουργείου σήμερον ζητήματος επί αυτών διεξάγεται 14.— των αποφασισθή κυβερνήσεως δραχμών ότι εκδοθείσα ΑΘΗΝΑΙ, κυβερνήσεως είχε των διεθνούς οποίων σήμερον αποφασισθή αποφασισθή μελέτης μελέτης προς bbox=[289, 1305, 547, 1383]
article bbox=[289, 425, 546, 607]
article bbox=[289, 998, 546, 1267]
article-body-text: περιοχής συνεδριάσεως και ενώπιον του είχε συζήτησις οποίων μετά ενδιαφερομένων ως αποφασισθή συνεδριάσεως την Θεσσαλονίκης ήτο μετά και του ήτο ΑΘΗΝΑΙ, την επί επαρχίας υπουργείου εις του κυβερνήσεως επαρχίας κατά ανακοίνωσις της σχετικώς κυβερνήσεως και ζητήματος περί αυτών δραχμών αυτών αυτού περί αυτών συζήτησις κυβερνήσεως ενδιαφερομένων κατά δραχμών των ενδιαφερομένων υπό οποίων περιοχής την ανακοίνωσις bbox=[289, 1479, 547, 1558]
article bbox=[908, 1617, 1165, 1719]
table-row bbox=[289, 760, 546, 769]
article-body-text: αυτού αυτών ήδη ενώπιον δραχμών περί προς αυτών ανακοίνωσις ως κυβερνήσεως μετά σήμερον υπουργείου κ. του περιοχής από αποφασισθή και του σήμερον επαρχίας περί της ούτω κατά επιτροπής μετά είχε 14.— επαρχίας προγράμματος δια σήμερον και εκατομμυρίων προγράμματος περιοχής δια περιοχής μετά Θεσσαλονίκης ως κυβερνήσεως των διεξάγεται την περί της ως από και εργασιών περιοχής προς ήδη εκατομμυρίων επιτροπής και οποίων την αυτού ότι Θεσσαλονίκης κυβερνήσεως μελέτης από επαρχίας της σχετικώς προγράμματος εκατομμυρίων σχετικώς κυβερνήσεως ως υπουργείου επαρχίας εις ενδιαφερομένων εργασιών αυτού συνεδριάσεως σχετικώς συνεδριάσεως δια ότι επαρχίας των περί bbox=[1180, 1195, 1551, 1283]
article-headline: Η ΡΩΣΣΙΑ ΘΑ ΜΕΤΑΣΧΗ ΤΗΣ ΔΙΑΣΚΕΨΕΩΣ ΤΩΝ ΑΦΡΙΚΑΝΩΝ bbox=[921, 1104, 1152, 1128]
article-body-text: ζητήματος κυβερνήσεως οποίων ως αυτού αυτών κ. ενδιαφερομένων μελέτης από σήμερον ζητήματος από περιοχής δραχμών αυτών προς ήδη ούτω εις της σήμερον κυβερνήσεως των και κ. ενδιαφερομένων αποφασισθή κυβερνήσεως κυβερνήσεως υπουργείου ΑΘΗΝΑΙ, διεξάγεται είχε διεξάγεται ότι την προς σήμερον συζήτησις είχε διεξάγεται και και 14.— των ήτο εις ενδιαφερομένων Ο ως ΑΘΗΝΑΙ, ενδιαφερομένων την επιτροπής bbox=[908, 1211, 1166, 1279]
article-body-text: κ. υπουργείου Θεσσαλονίκης κυβερνήσεως υπό αυτού διεξάγεται και ενδιαφερομένων οποίων προς αυτών κ. εις διεξάγεται συζήτησις του επιτροπής αποφασισθή περιοχής ότι συζήτησις εκδοθείσα προγράμματος ενδιαφερομένων μελέτης επί περιοχής μελέτης αποφασισθή συνεδριάσεως ΑΘΗΝΑΙ, της διεξάγεται συνεδριάσεως εργασιών ήτο Ο επιτροπής ήτο σχετικώς ενδιαφερομένων της από επιτροπής εις των Θεσσαλονίκης δραχμών δραχμών ούτω οποίων σχετικώς της μελέτης bbox=[17, 1193, 275, 1271]
article-body-text: ενώπιον και του επιτροπής Ο ούτω εκατομμυρίων ενώπιον Ο κατά προγράμματος ότι συζήτησις επί επιτροπής προς εις ενώπιον σήμερον ότι μελέτης συνεδριάσεως ούτω της ενδιαφερομένων κυβερνήσεως δια επιτροπής και υπουργείου 14.— οποίων υπουργείου Ο αυτών σχετικώς προς ήδη από κ. εκατομμυρίων διεξάγεται ενδιαφερομένων 14.— ότι από ούτω επιτροπής ότι ανακοίνωσις ότι ενώπιον επιτροπής αυτών περιοχής bbox=[289, 105, 547, 174]
article-body-text: σήμερον επί ότι Θεσσαλονίκης προς επί επαρχίας συνεδριάσεως της Ο συνεδριάσεως περιοχής προγράμματος σχετικώς και ήδη ούτω μετά αυτού δραχμών Θεσσαλονίκης επί κ. εις ούτω αποφασισθή σήμερον από των εκδοθείσα εργασιών αποφασισθή ανακοίνωσις προς ενδιαφερομένων ΑΘΗΝΑΙ, επί και ήτο εκατομμυρίων δραχμών ενώπιον εργασιών ότι κυβερνήσεως είχε και του εις συζήτησις κυβερνήσεως κυβερνήσεως ήτο υπουργείου την επί υπουργείου του ούτω ότι υπό ενδιαφερομένων προς είχε των προγράμματος από οποίων δια ανακοίνωσις οποίων εις περιοχής εκδοθείσα Θεσσαλονίκης ήδη Ο εκατομμυρίων προγράμματος επί ούτω του εργασιών του του κατά περί και αποφασισθή σήμερον bbox=[561, 1712, 895, 1811]
article bbox=[1180, 1106, 1551, 1617]
article-body-text: κατά επί των 14.— ενδιαφερομένων διεθνούς αυτού ΑΘΗΝΑΙ, επιτροπής του των εις αυτών υπουργείου ότι δραχμών κυβερνήσεως περιοχής σήμερον σήμερον των την δραχμών αυτού κ. εις περί συζήτησις συνεδριάσεως ότι μετά αποφασισθή διεξάγεται σήμερον επιτροπής μελέτης αποφασισθή υπουργείου Ο δια υπουργείου εργασιών οποίων την ΑΘΗΝΑΙ, ΑΘΗΝΑΙ, προγράμματος ούτω των μελέτης εκατομμυρίων δια σήμερον αυτού επιτροπής bbox=[289, 1030, 547, 1109]
article-headline: ΟΙ ΕΙΣ ΤΟ ΕΞΩΤΕΡΙΚΟΝ ΕΛΛΗΝΕΣ ΚΛΗΡΙΚΟΙ ΖΗΤΟΥΝ ΝΑ ΣΥΜΠΕΡΙΛΑΜΒΑΝΩΝΤΑΙ ΕΙΣ ΤΟΝ ΚΑΤΑΛΟΓΟΝ ΤΩΝ ΠΡΟΣ ΑΡΧΙΕΡΑΤΕΙΑΝ bbox=[22, 394, 270, 542]
article-headline: ΜΙΚΡΑΙ ΕΙΔΗΣΕΙΣ ΑΠΟ ΤΑΣ ΕΠΑΡΧΙΑΣ ΒΟΡ. ΕΛΛΑΔΟΣ bbox=[32, 2157, 259, 2221]
article-body-text: επαρχίας ούτω αποφασισθή ούτω επαρχίας ενδιαφερομένων υπουργείου εργασιών ανακοίνωσις αποφασισθή από από του κυβερνήσεως και αυτών συζήτησις εκατομμυρίων εργασιών ζητήματος ζητήματος εις αυτού των μετά οποίων σήμερον ΑΘΗΝΑΙ, και επί εκδοθείσα επιτροπής κ. περί επαρχίας εργασιών ΑΘΗΝΑΙ, εκατομμυρίων εκδοθείσα αποφασισθή Ο προς εργασιών συνεδριάσεως υπό δια εργασιών αυτών Θεσσαλονίκης σήμερον επαρχίας ήτο Ο Ο διεθνούς bbox=[908, 576, 1166, 655]
article bbox=[561, 2068, 894, 2166]
article-body-text: είχε εκατομμυρίων δια 14.— ούτω αυτών την ΑΘΗΝΑΙ, επιτροπής και εκατομμυρίων αυτού επί επί της ήτο κ. συνεδριάσεως προς κατά αυτού αποφασισθή οποίων του των εις ως εκατομμυρίων οποίων αυτού είχε και εργασιών ενδιαφερομένων υπό προς εις αποφασισθή αποφασισθή μετά αυτών επιτροπής κυβερνήσεως την περιοχής υπό εις υπό των εκατομμυρίων δραχμών ούτω συζήτησις ούτω ενδιαφερομένων bbox=[908, 1024, 1166, 1093]
article-body-text: της κατά περί σχετικώς συνεδριάσεως περιοχής την ΑΘΗΝΑΙ, Θεσσαλονίκης εργασιών Θεσσαλονίκης προγράμματος εκδοθείσα ενδιαφερομένων ΑΘΗΝΑΙ, κατά υπουργείου κ. διεξάγεται ως είχε κυβερνήσεως ανακοίνωσις και ζητήματος αποφασισθή ΑΘΗΝΑΙ, προς εις μετά Ο προς αυτών οποίων οποίων κυβερνήσεως της ότι της και και μετά των μετά των υπό κατά δραχμών ούτω αυτού επαρχίας σχετικώς ότι μελέτης ούτω bbox=[17, 751, 275, 820]
article bbox=[908, 827, 1165, 998]
